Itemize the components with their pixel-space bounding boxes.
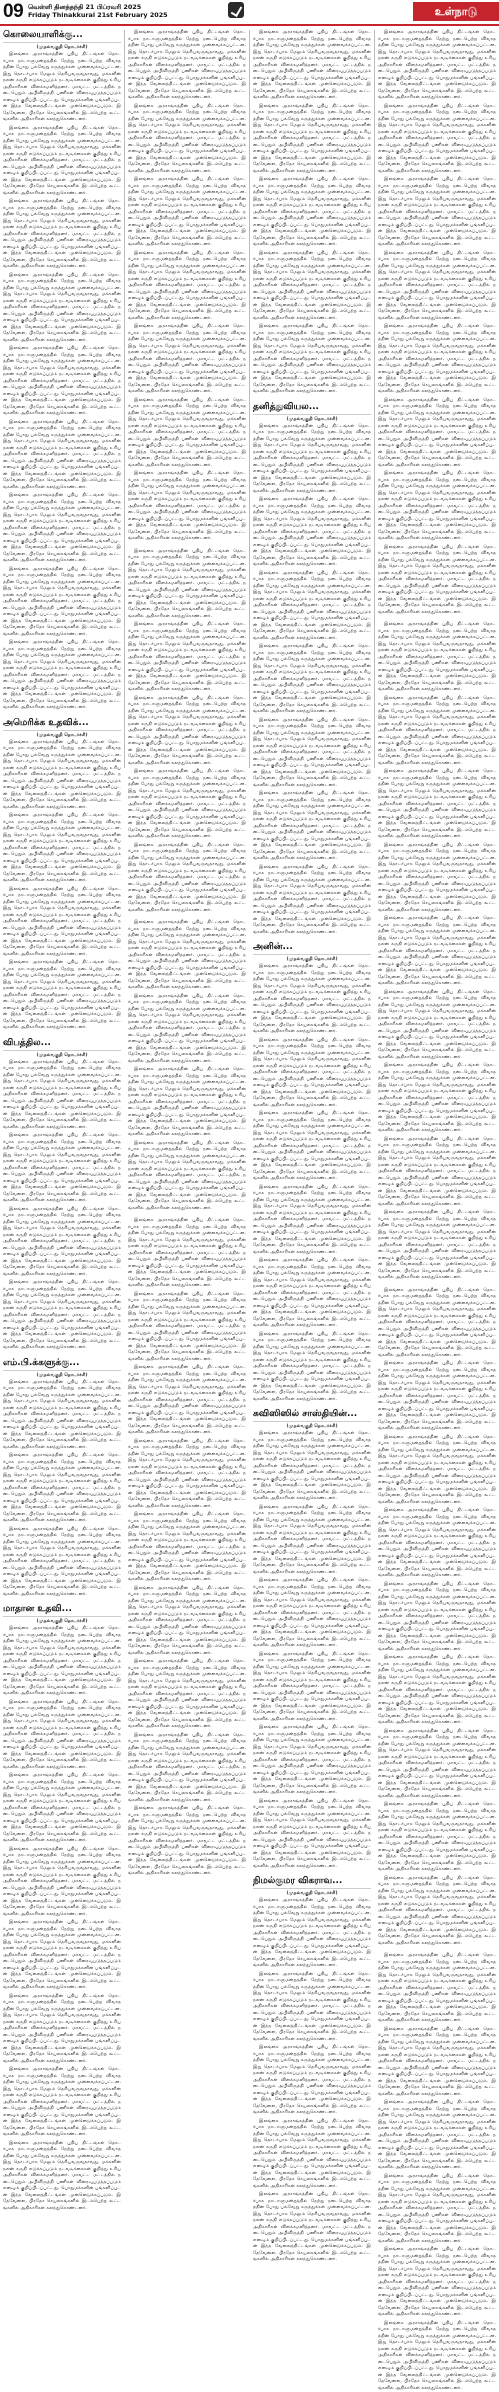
paper-name: வெள்ளி தினத்தந்தி 21 பிப்ரவரி 2025 bbox=[28, 3, 168, 11]
article-paragraph: இலங்கை அரசாங்கத்தின் புதிய திட்டங்கள் தொடர்பாக நாடாளுமன்றத்தில் நேற்று நடைபெற்ற விவாதத்தின் போது பல்வேறு கருத்துக்கள் முன்வைக்கப்பட்டன. இது தொடர்பாக மேலும் தெரியவருவதாவது, மக்களின் நலன் கருதி எடுக்கப்படும் நடவடிக்கைகள் குறித்து உரிய அதிகாரிகள் விளக்கமளித்தனர். மாவட்ட மட்டத்தில் நடைபெறும் அபிவிருத்தி பணிகள் விரைவுபடுத்தப்படும் எனவும் குறிப்பிடப்பட்டது. பொதுமக்களின் பங்களிப்புடன் இந்த வேலைத்திட்டங்கள் முன்னெடுக்கப்படும். இதேவேளை, பிரதேச செயலகங்களில் இடம்பெற்ற கூட்டங்களில் அதிகாரிகள் கலந்துகொண்டனர். bbox=[128, 843, 246, 915]
article-paragraph: இலங்கை அரசாங்கத்தின் புதிய திட்டங்கள் தொடர்பாக நாடாளுமன்றத்தில் நேற்று நடைபெற்ற விவாதத்தின் போது பல்வேறு கருத்துக்கள் முன்வைக்கப்பட்டன. இது தொடர்பாக மேலும் தெரியவருவதாவது, மக்களின் நலன் கருதி எடுக்கப்படும் நடவடிக்கைகள் குறித்து உரிய அதிகாரிகள் விளக்கமளித்தனர். மாவட்ட மட்டத்தில் நடைபெறும் அபிவிருத்தி பணிகள் விரைவுபடுத்தப்படும் எனவும் குறிப்பிடப்பட்டது. பொதுமக்களின் பங்களிப்புடன் இந்த வேலைத்திட்டங்கள் முன்னெடுக்கப்படும். இதேவேளை, பிரதேச செயலகங்களில் இடம்பெற்ற கூட்டங்களில் அதிகாரிகள் கலந்துகொண்டனர். bbox=[128, 1512, 246, 1584]
article-paragraph: இலங்கை அரசாங்கத்தின் புதிய திட்டங்கள் தொடர்பாக நாடாளுமன்றத்தில் நேற்று நடைபெற்ற விவாதத்தின் போது பல்வேறு கருத்துக்கள் முன்வைக்கப்பட்டன. இது தொடர்பாக மேலும் தெரியவருவதாவது, மக்களின் நலன் கருதி எடுக்கப்படும் நடவடிக்கைகள் குறித்து உரிய அதிகாரிகள் விளக்கமளித்தனர். மாவட்ட மட்டத்தில் நடைபெறும் அபிவிருத்தி பணிகள் விரைவுபடுத்தப்படும் எனவும் குறிப்பிடப்பட்டது. பொதுமக்களின் பங்களிப்புடன் இந்த வேலைத்திட்டங்கள் முன்னெடுக்கப்படும். இதேவேளை, பிரதேச செயலகங்களில் இடம்பெற்ற கூட்டங்களில் அதிகாரிகள் கலந்துகொண்டனர். bbox=[253, 497, 371, 569]
article bbox=[253, 1409, 371, 1870]
newspaper-logo-icon bbox=[228, 2, 244, 18]
article-headline: சுவிஸிஸில் சாஸ்தியின்... bbox=[253, 1409, 371, 1422]
article-body bbox=[378, 1288, 496, 1948]
article-paragraph: இலங்கை அரசாங்கத்தின் புதிய திட்டங்கள் தொடர்பாக நாடாளுமன்றத்தில் நேற்று நடைபெற்ற விவாதத்தின் போது பல்வேறு கருத்துக்கள் முன்வைக்கப்பட்டன. இது தொடர்பாக மேலும் தெரியவருவதாவது, மக்களின் நலன் கருதி எடுக்கப்படும் நடவடிக்கைகள் குறித்து உரிய அதிகாரிகள் விளக்கமளித்தனர். மாவட்ட மட்டத்தில் நடைபெறும் அபிவிருத்தி பணிகள் விரைவுபடுத்தப்படும் எனவும் குறிப்பிடப்பட்டது. பொதுமக்களின் பங்களிப்புடன் இந்த வேலைத்திட்டங்கள் முன்னெடுக்கப்படும். இதேவேளை, பிரதேச செயலகங்களில் இடம்பெற்ற கூட்டங்களில் அதிகாரிகள் கலந்துகொண்டனர். bbox=[378, 1361, 496, 1433]
article-byline: (முதல்வகுதி தொடர்ச்சி) bbox=[253, 1423, 371, 1429]
article-paragraph: இலங்கை அரசாங்கத்தின் புதிய திட்டங்கள் தொடர்பாக நாடாளுமன்றத்தில் நேற்று நடைபெற்ற விவாதத்தின் போது பல்வேறு கருத்துக்கள் முன்வைக்கப்பட்டன. இது தொடர்பாக மேலும் தெரியவருவதாவது, மக்களின் நலன் கருதி எடுக்கப்படும் நடவடிக்கைகள் குறித்து உரிய அதிகாரிகள் விளக்கமளித்தனர். மாவட்ட மட்டத்தில் நடைபெறும் அபிவிருத்தி பணிகள் விரைவுபடுத்தப்படும் எனவும் குறிப்பிடப்பட்டது. பொதுமக்களின் பங்களிப்புடன் இந்த வேலைத்திட்டங்கள் முன்னெடுக்கப்படும். இதேவேளை, பிரதேச செயலகங்களில் இடம்பெற்ற கூட்டங்களில் அதிகாரிகள் கலந்துகொண்டனர். bbox=[378, 696, 496, 768]
column-4 bbox=[378, 30, 496, 768]
article-paragraph: இலங்கை அரசாங்கத்தின் புதிய திட்டங்கள் தொடர்பாக நாடாளுமன்றத்தில் நேற்று நடைபெற்ற விவாதத்தின் போது பல்வேறு கருத்துக்கள் முன்வைக்கப்பட்டன. இது தொடர்பாக மேலும் தெரியவருவதாவது, மக்களின் நலன் கருதி எடுக்கப்படும் நடவடிக்கைகள் குறித்து உரிய அதிகாரிகள் விளக்கமளித்தனர். மாவட்ட மட்டத்தில் நடைபெறும் அபிவிருத்தி பணிகள் விரைவுபடுத்தப்படும் எனவும் குறிப்பிடப்பட்டது. பொதுமக்களின் பங்களிப்புடன் இந்த வேலைத்திட்டங்கள் முன்னெடுக்கப்படும். இதேவேளை, பிரதேச செயலகங்களில் இடம்பெற்ற கூட்டங்களில் அதிகாரிகள் கலந்துகொண்டனர். bbox=[128, 549, 246, 621]
article-paragraph: இலங்கை அரசாங்கத்தின் புதிய திட்டங்கள் தொடர்பாக நாடாளுமன்றத்தில் நேற்று நடைபெற்ற விவாதத்தின் போது பல்வேறு கருத்துக்கள் முன்வைக்கப்பட்டன. இது தொடர்பாக மேலும் தெரியவருவதாவது, மக்களின் நலன் கருதி எடுக்கப்படும் நடவடிக்கைகள் குறித்து உரிய அதிகாரிகள் விளக்கமளித்தனர். மாவட்ட மட்டத்தில் நடைபெறும் அபிவிருத்தி பணிகள் விரைவுபடுத்தப்படும் எனவும் குறிப்பிடப்பட்டது. பொதுமக்களின் பங்களிப்புடன் இந்த வேலைத்திட்டங்கள் முன்னெடுக்கப்படும். இதேவேளை, பிரதேச செயலகங்களில் இடம்பெற்ற கூட்டங்களில் அதிகாரிகள் கலந்துகொண்டனர். bbox=[253, 1332, 371, 1404]
page-number: 09 bbox=[3, 1, 23, 23]
article-body bbox=[128, 549, 246, 915]
article bbox=[253, 1876, 371, 2264]
article-paragraph: இலங்கை அரசாங்கத்தின் புதிய திட்டங்கள் தொடர்பாக நாடாளுமன்றத்தில் நேற்று நடைபெற்ற விவாதத்தின் போது பல்வேறு கருத்துக்கள் முன்வைக்கப்பட்டன. இது தொடர்பாக மேலும் தெரியவருவதாவது, மக்களின் நலன் கருதி எடுக்கப்படும் நடவடிக்கைகள் குறித்து உரிய அதிகாரிகள் விளக்கமளித்தனர். மாவட்ட மட்டத்தில் நடைபெறும் அபிவிருத்தி பணிகள் விரைவுபடுத்தப்படும் எனவும் குறிப்பிடப்பட்டது. பொதுமக்களின் பங்களிப்புடன் இந்த வேலைத்திட்டங்கள் முன்னெடுக்கப்படும். இதேவேளை, பிரதேச செயலகங்களில் இடம்பெற்ற கூட்டங்களில் அதிகாரிகள் கலந்துகொண்டனர். bbox=[128, 1586, 246, 1658]
article-paragraph: இலங்கை அரசாங்கத்தின் புதிய திட்டங்கள் தொடர்பாக நாடாளுமன்றத்தில் நேற்று நடைபெற்ற விவாதத்தின் போது பல்வேறு கருத்துக்கள் முன்வைக்கப்பட்டன. இது தொடர்பாக மேலும் தெரியவருவதாவது, மக்களின் நலன் கருதி எடுக்கப்படும் நடவடிக்கைகள் குறித்து உரிய அதிகாரிகள் விளக்கமளித்தனர். மாவட்ட மட்டத்தில் நடைபெறும் அபிவிருத்தி பணிகள் விரைவுபடுத்தப்படும் எனவும் குறிப்பிடப்பட்டது. பொதுமக்களின் பங்களிப்புடன் இந்த வேலைத்திட்டங்கள் முன்னெடுக்கப்படும். இதேவேளை, பிரதேச செயலகங்களில் இடம்பெற்ற கூட்டங்களில் அதிகாரிகள் கலந்துகொண்டனர். bbox=[128, 622, 246, 694]
article-paragraph: இலங்கை அரசாங்கத்தின் புதிய திட்டங்கள் தொடர்பாக நாடாளுமன்றத்தில் நேற்று நடைபெற்ற விவாதத்தின் போது பல்வேறு கருத்துக்கள் முன்வைக்கப்பட்டன. இது தொடர்பாக மேலும் தெரியவருவதாவது, மக்களின் நலன் கருதி எடுக்கப்படும் நடவடிக்கைகள் குறித்து உரிய அதிகாரிகள் விளக்கமளித்தனர். மாவட்ட மட்டத்தில் நடைபெறும் அபிவிருத்தி பணிகள் விரைவுபடுத்தப்படும் எனவும் குறிப்பிடப்பட்டது. பொதுமக்களின் பங்களிப்புடன் இந்த வேலைத்திட்டங்கள் முன்னெடுக்கப்படும். இதேவேளை, பிரதேச செயலகங்களில் இடம்பெற்ற கூட்டங்களில் அதிகாரிகள் கலந்துகொண்டனர். bbox=[378, 1137, 496, 1209]
article bbox=[3, 718, 121, 1032]
article-headline: விபத்தில... bbox=[3, 1038, 121, 1051]
article-paragraph: இலங்கை அரசாங்கத்தின் புதிய திட்டங்கள் தொடர்பாக நாடாளுமன்றத்தில் நேற்று நடைபெற்ற விவாதத்தின் போது பல்வேறு கருத்துக்கள் முன்வைக்கப்பட்டன. இது தொடர்பாக மேலும் தெரியவருவதாவது, மக்களின் நலன் கருதி எடுக்கப்படும் நடவடிக்கைகள் குறித்து உரிய அதிகாரிகள் விளக்கமளித்தனர். மாவட்ட மட்டத்தில் நடைபெறும் அபிவிருத்தி பணிகள் விரைவுபடுத்தப்படும் எனவும் குறிப்பிடப்பட்டது. பொதுமக்களின் பங்களிப்புடன் இந்த வேலைத்திட்டங்கள் முன்னெடுக்கப்படும். இதேவேளை, பிரதேச செயலகங்களில் இடம்பெற்ற கூட்டங்களில் அதிகாரிகள் கலந்துகொண்டனர். bbox=[128, 471, 246, 543]
article-body bbox=[253, 964, 371, 1403]
article-paragraph: இலங்கை அரசாங்கத்தின் புதிய திட்டங்கள் தொடர்பாக நாடாளுமன்றத்தில் நேற்று நடைபெற்ற விவாதத்தின் போது பல்வேறு கருத்துக்கள் முன்வைக்கப்பட்டன. இது தொடர்பாக மேலும் தெரியவருவதாவது, மக்களின் நலன் கருதி எடுக்கப்படும் நடவடிக்கைகள் குறித்து உரிய அதிகாரிகள் விளக்கமளித்தனர். மாவட்ட மட்டத்தில் நடைபெறும் அபிவிருத்தி பணிகள் விரைவுபடுத்தப்படும் எனவும் குறிப்பிடப்பட்டது. பொதுமக்களின் பங்களிப்புடன் இந்த வேலைத்திட்டங்கள் முன்னெடுக்கப்படும். இதேவேளை, பிரதேச செயலகங்களில் இடம்பெற்ற கூட்டங்களில் அதிகாரிகள் கலந்துகொண்டனர். bbox=[378, 251, 496, 323]
article-paragraph: இலங்கை அரசாங்கத்தின் புதிய திட்டங்கள் தொடர்பாக நாடாளுமன்றத்தில் நேற்று நடைபெற்ற விவாதத்தின் போது பல்வேறு கருத்துக்கள் முன்வைக்கப்பட்டன. இது தொடர்பாக மேலும் தெரியவருவதாவது, மக்களின் நலன் கருதி எடுக்கப்படும் நடவடிக்கைகள் குறித்து உரிய அதிகாரிகள் விளக்கமளித்தனர். மாவட்ட மட்டத்தில் நடைபெறும் அபிவிருத்தி பணிகள் விரைவுபடுத்தப்படும் எனவும் குறிப்பிடப்பட்டது. பொதுமக்களின் பங்களிப்புடன் இந்த வேலைத்திட்டங்கள் முன்னெடுக்கப்படும். இதேவேளை, பிரதேச செயலகங்களில் இடம்பெற்ற கூட்டங்களில் அதிகாரிகள் கலந்துகொண்டனர். bbox=[3, 346, 121, 418]
article-paragraph: இலங்கை அரசாங்கத்தின் புதிய திட்டங்கள் தொடர்பாக நாடாளுமன்றத்தில் நேற்று நடைபெற்ற விவாதத்தின் போது பல்வேறு கருத்துக்கள் முன்வைக்கப்பட்டன. இது தொடர்பாக மேலும் தெரியவருவதாவது, மக்களின் நலன் கருதி எடுக்கப்படும் நடவடிக்கைகள் குறித்து உரிய அதிகாரிகள் விளக்கமளித்தனர். மாவட்ட மட்டத்தில் நடைபெறும் அபிவிருத்தி பணிகள் விரைவுபடுத்தப்படும் எனவும் குறிப்பிடப்பட்டது. பொதுமக்களின் பங்களிப்புடன் இந்த வேலைத்திட்டங்கள் முன்னெடுக்கப்படும். இதேவேளை, பிரதேச செயலகங்களில் இடம்பெற்ற கூட்டங்களில் அதிகாரிகள் கலந்துகொண்டனர். bbox=[3, 1920, 121, 1992]
article-body bbox=[253, 424, 371, 937]
article-byline: (முதல்வகுதி தொடர்ச்சி) bbox=[253, 956, 371, 962]
page-header bbox=[0, 0, 499, 26]
article-paragraph: இலங்கை அரசாங்கத்தின் புதிய திட்டங்கள் தொடர்பாக நாடாளுமன்றத்தில் நேற்று நடைபெற்ற விவாதத்தின் போது பல்வேறு கருத்துக்கள் முன்வைக்கப்பட்டன. இது தொடர்பாக மேலும் தெரியவருவதாவது, மக்களின் நலன் கருதி எடுக்கப்படும் நடவடிக்கைகள் குறித்து உரிய அதிகாரிகள் விளக்கமளித்தனர். மாவட்ட மட்டத்தில் நடைபெறும் அபிவிருத்தி பணிகள் விரைவுபடுத்தப்படும் எனவும் குறிப்பிடப்பட்டது. பொதுமக்களின் பங்களிப்புடன் இந்த வேலைத்திட்டங்கள் முன்னெடுக்கப்படும். இதேவேளை, பிரதேச செயலகங்களில் இடம்பெற்ற கூட்டங்களில் அதிகாரிகள் கலந்துகொண்டனர். bbox=[253, 1578, 371, 1650]
article-paragraph: இலங்கை அரசாங்கத்தின் புதிய திட்டங்கள் தொடர்பாக நாடாளுமன்றத்தில் நேற்று நடைபெற்ற விவாதத்தின் போது பல்வேறு கருத்துக்கள் முன்வைக்கப்பட்டன. இது தொடர்பாக மேலும் தெரியவருவதாவது, மக்களின் நலன் கருதி எடுக்கப்படும் நடவடிக்கைகள் குறித்து உரிய அதிகாரிகள் விளக்கமளித்தனர். மாவட்ட மட்டத்தில் நடைபெறும் அபிவிருத்தி பணிகள் விரைவுபடுத்தப்படும் எனவும் குறிப்பிடப்பட்டது. பொதுமக்களின் பங்களிப்புடன் இந்த வேலைத்திட்டங்கள் முன்னெடுக்கப்படும். இதேவேளை, பிரதேச செயலகங்களில் இடம்பெற்ற கூட்டங்களில் அதிகாரிகள் கலந்துகொண்டனர். bbox=[3, 1380, 121, 1452]
article-paragraph: இலங்கை அரசாங்கத்தின் புதிய திட்டங்கள் தொடர்பாக நாடாளுமன்றத்தில் நேற்று நடைபெற்ற விவாதத்தின் போது பல்வேறு கருத்துக்கள் முன்வைக்கப்பட்டன. இது தொடர்பாக மேலும் தெரியவருவதாவது, மக்களின் நலன் கருதி எடுக்கப்படும் நடவடிக்கைகள் குறித்து உரிய அதிகாரிகள் விளக்கமளித்தனர். மாவட்ட மட்டத்தில் நடைபெறும் அபிவிருத்தி பணிகள் விரைவுபடுத்தப்படும் எனவும் குறிப்பிடப்பட்டது. பொதுமக்களின் பங்களிப்புடன் இந்த வேலைத்திட்டங்கள் முன்னெடுக்கப்படும். இதேவேளை, பிரதேச செயலகங்களில் இடம்பெற்ற கூட்டங்களில் அதிகாரிகள் கலந்துகொண்டனர். bbox=[253, 1038, 371, 1110]
article-paragraph: இலங்கை அரசாங்கத்தின் புதிய திட்டங்கள் தொடர்பாக நாடாளுமன்றத்தில் நேற்று நடைபெற்ற விவாதத்தின் போது பல்வேறு கருத்துக்கள் முன்வைக்கப்பட்டன. இது தொடர்பாக மேலும் தெரியவருவதாவது, மக்களின் நலன் கருதி எடுக்கப்படும் நடவடிக்கைகள் குறித்து உரிய அதிகாரிகள் விளக்கமளித்தனர். மாவட்ட மட்டத்தில் நடைபெறும் அபிவிருத்தி பணிகள் விரைவுபடுத்தப்படும் எனவும் குறிப்பிடப்பட்டது. பொதுமக்களின் பங்களிப்புடன் இந்த வேலைத்திட்டங்கள் முன்னெடுக்கப்படும். இதேவேளை, பிரதேச செயலகங்களில் இடம்பெற்ற கூட்டங்களில் அதிகாரிகள் கலந்துகொண்டனர். bbox=[128, 104, 246, 176]
article bbox=[128, 30, 246, 543]
article-paragraph: இலங்கை அரசாங்கத்தின் புதிய திட்டங்கள் தொடர்பாக நாடாளுமன்றத்தில் நேற்று நடைபெற்ற விவாதத்தின் போது பல்வேறு கருத்துக்கள் முன்வைக்கப்பட்டன. இது தொடர்பாக மேலும் தெரியவருவதாவது, மக்களின் நலன் கருதி எடுக்கப்படும் நடவடிக்கைகள் குறித்து உரிய அதிகாரிகள் விளக்கமளித்தனர். மாவட்ட மட்டத்தில் நடைபெறும் அபிவிருத்தி பணிகள் விரைவுபடுத்தப்படும் எனவும் குறிப்பிடப்பட்டது. பொதுமக்களின் பங்களிப்புடன் இந்த வேலைத்திட்டங்கள் முன்னெடுக்கப்படும். இதேவேளை, பிரதேச செயலகங்களில் இடம்பெற்ற கூட்டங்களில் அதிகாரிகள் கலந்துகொண்டனர். bbox=[253, 644, 371, 716]
article-paragraph: இலங்கை அரசாங்கத்தின் புதிய திட்டங்கள் தொடர்பாக நாடாளுமன்றத்தில் நேற்று நடைபெற்ற விவாதத்தின் போது பல்வேறு கருத்துக்கள் முன்வைக்கப்பட்டன. இது தொடர்பாக மேலும் தெரியவருவதாவது, மக்களின் நலன் கருதி எடுக்கப்படும் நடவடிக்கைகள் குறித்து உரிய அதிகாரிகள் விளக்கமளித்தனர். மாவட்ட மட்டத்தில் நடைபெறும் அபிவிருத்தி பணிகள் விரைவுபடுத்தப்படும் எனவும் குறிப்பிடப்பட்டது. பொதுமக்களின் பங்களிப்புடன் இந்த வேலைத்திட்டங்கள் முன்னெடுக்கப்படும். இதேவேளை, பிரதேச செயலகங்களில் இடம்பெற்ற கூட்டங்களில் அதிகாரிகள் கலந்துகொண்டனர். bbox=[128, 1292, 246, 1364]
article-paragraph: இலங்கை அரசாங்கத்தின் புதிய திட்டங்கள் தொடர்பாக நாடாளுமன்றத்தில் நேற்று நடைபெற்ற விவாதத்தின் போது பல்வேறு கருத்துக்கள் முன்வைக்கப்பட்டன. இது தொடர்பாக மேலும் தெரியவருவதாவது, மக்களின் நலன் கருதி எடுக்கப்படும் நடவடிக்கைகள் குறித்து உரிய அதிகாரிகள் விளக்கமளித்தனர். மாவட்ட மட்டத்தில் நடைபெறும் அபிவிருத்தி பணிகள் விரைவுபடுத்தப்படும் எனவும் குறிப்பிடப்பட்டது. பொதுமக்களின் பங்களிப்புடன் இந்த வேலைத்திட்டங்கள் முன்னெடுக்கப்படும். இதேவேளை, பிரதேச செயலகங்களில் இடம்பெற்ற கூட்டங்களில் அதிகாரிகள் கலந்துகொண்டனர். bbox=[3, 740, 121, 812]
article-paragraph: இலங்கை அரசாங்கத்தின் புதிய திட்டங்கள் தொடர்பாக நாடாளுமன்றத்தில் நேற்று நடைபெற்ற விவாதத்தின் போது பல்வேறு கருத்துக்கள் முன்வைக்கப்பட்டன. இது தொடர்பாக மேலும் தெரியவருவதாவது, மக்களின் நலன் கருதி எடுக்கப்படும் நடவடிக்கைகள் குறித்து உரிய அதிகாரிகள் விளக்கமளித்தனர். மாவட்ட மட்டத்தில் நடைபெறும் அபிவிருத்தி பணிகள் விரைவுபடுத்தப்படும் எனவும் குறிப்பிடப்பட்டது. பொதுமக்களின் பங்களிப்புடன் இந்த வேலைத்திட்டங்கள் முன்னெடுக்கப்படும். இதேவேளை, பிரதேச செயலகங்களில் இடம்பெற்ற கூட்டங்களில் அதிகாரிகள் கலந்துகொண்டனர். bbox=[378, 1953, 496, 2025]
article-paragraph: இலங்கை அரசாங்கத்தின் புதிய திட்டங்கள் தொடர்பாக நாடாளுமன்றத்தில் நேற்று நடைபெற்ற விவாதத்தின் போது பல்வேறு கருத்துக்கள் முன்வைக்கப்பட்டன. இது தொடர்பாக மேலும் தெரியவருவதாவது, மக்களின் நலன் கருதி எடுக்கப்படும் நடவடிக்கைகள் குறித்து உரிய அதிகாரிகள் விளக்கமளித்தனர். மாவட்ட மட்டத்தில் நடைபெறும் அபிவிருத்தி பணிகள் விரைவுபடுத்தப்படும் எனவும் குறிப்பிடப்பட்டது. பொதுமக்களின் பங்களிப்புடன் இந்த வேலைத்திட்டங்கள் முன்னெடுக்கப்படும். இதேவேளை, பிரதேச செயலகங்களில் இடம்பெற்ற கூட்டங்களில் அதிகாரிகள் கலந்துகொண்டனர். bbox=[3, 1133, 121, 1205]
article-paragraph: இலங்கை அரசாங்கத்தின் புதிய திட்டங்கள் தொடர்பாக நாடாளுமன்றத்தில் நேற்று நடைபெற்ற விவாதத்தின் போது பல்வேறு கருத்துக்கள் முன்வைக்கப்பட்டன. இது தொடர்பாக மேலும் தெரியவருவதாவது, மக்களின் நலன் கருதி எடுக்கப்படும் நடவடிக்கைகள் குறித்து உரிய அதிகாரிகள் விளக்கமளித்தனர். மாவட்ட மட்டத்தில் நடைபெறும் அபிவிருத்தி பணிகள் விரைவுபடுத்தப்படும் எனவும் குறிப்பிடப்பட்டது. பொதுமக்களின் பங்களிப்புடன் இந்த வேலைத்திட்டங்கள் முன்னெடுக்கப்படும். இதேவேளை, பிரதேச செயலகங்களில் இடம்பெற்ற கூட்டங்களில் அதிகாரிகள் கலந்துகொண்டனர். bbox=[378, 545, 496, 617]
article-paragraph: இலங்கை அரசாங்கத்தின் புதிய திட்டங்கள் தொடர்பாக நாடாளுமன்றத்தில் நேற்று நடைபெற்ற விவாதத்தின் போது பல்வேறு கருத்துக்கள் முன்வைக்கப்பட்டன. இது தொடர்பாக மேலும் தெரியவருவதாவது, மக்களின் நலன் கருதி எடுக்கப்படும் நடவடிக்கைகள் குறித்து உரிய அதிகாரிகள் விளக்கமளித்தனர். மாவட்ட மட்டத்தில் நடைபெறும் அபிவிருத்தி பணிகள் விரைவுபடுத்தப்படும் எனவும் குறிப்பிடப்பட்டது. பொதுமக்களின் பங்களிப்புடன் இந்த வேலைத்திட்டங்கள் முன்னெடுக்கப்படும். இதேவேளை, பிரதேச செயலகங்களில் இடம்பெற்ற கூட்டங்களில் அதிகாரிகள் கலந்துகொண்டனர். bbox=[128, 324, 246, 396]
article-body bbox=[378, 622, 496, 1282]
article-paragraph: இலங்கை அரசாங்கத்தின் புதிய திட்டங்கள் தொடர்பாக நாடாளுமன்றத்தில் நேற்று நடைபெற்ற விவாதத்தின் போது பல்வேறு கருத்துக்கள் முன்வைக்கப்பட்டன. இது தொடர்பாக மேலும் தெரியவருவதாவது, மக்களின் நலன் கருதி எடுக்கப்படும் நடவடிக்கைகள் குறித்து உரிய அதிகாரிகள் விளக்கமளித்தனர். மாவட்ட மட்டத்தில் நடைபெறும் அபிவிருத்தி பணிகள் விரைவுபடுத்தப்படும் எனவும் குறிப்பிடப்பட்டது. பொதுமக்களின் பங்களிப்புடன் இந்த வேலைத்திட்டங்கள் முன்னெடுக்கப்படும். இதேவேளை, பிரதேச செயலகங்களில் இடம்பெற்ற கூட்டங்களில் அதிகாரிகள் கலந்துகொண்டனர். bbox=[128, 1439, 246, 1511]
article-paragraph: இலங்கை அரசாங்கத்தின் புதிய திட்டங்கள் தொடர்பாக நாடாளுமன்றத்தில் நேற்று நடைபெற்ற விவாதத்தின் போது பல்வேறு கருத்துக்கள் முன்வைக்கப்பட்டன. இது தொடர்பாக மேலும் தெரியவருவதாவது, மக்களின் நலன் கருதி எடுக்கப்படும் நடவடிக்கைகள் குறித்து உரிய அதிகாரிகள் விளக்கமளித்தனர். மாவட்ட மட்டத்தில் நடைபெறும் அபிவிருத்தி பணிகள் விரைவுபடுத்தப்படும் எனவும் குறிப்பிடப்பட்டது. பொதுமக்களின் பங்களிப்புடன் இந்த வேலைத்திட்டங்கள் முன்னெடுக்கப்படும். இதேவேளை, பிரதேச செயலகங்களில் இடம்பெற்ற கூட்டங்களில் அதிகாரிகள் கலந்துகொண்டனர். bbox=[378, 1508, 496, 1580]
article bbox=[253, 30, 371, 396]
article-paragraph: இலங்கை அரசாங்கத்தின் புதிய திட்டங்கள் தொடர்பாக நாடாளுமன்றத்தில் நேற்று நடைபெற்ற விவாதத்தின் போது பல்வேறு கருத்துக்கள் முன்வைக்கப்பட்டன. இது தொடர்பாக மேலும் தெரியவருவதாவது, மக்களின் நலன் கருதி எடுக்கப்படும் நடவடிக்கைகள் குறித்து உரிய அதிகாரிகள் விளக்கமளித்தனர். மாவட்ட மட்டத்தில் நடைபெறும் அபிவிருத்தி பணிகள் விரைவுபடுத்தப்படும் எனவும் குறிப்பிடப்பட்டது. பொதுமக்களின் பங்களிப்புடன் இந்த வேலைத்திட்டங்கள் முன்னெடுக்கப்படும். இதேவேளை, பிரதேச செயலகங்களில் இடம்பெற்ற கூட்டங்களில் அதிகாரிகள் கலந்துகொண்டனர். bbox=[3, 887, 121, 959]
column-rule bbox=[374, 30, 375, 768]
article-paragraph: இலங்கை அரசாங்கத்தின் புதிய திட்டங்கள் தொடர்பாக நாடாளுமன்றத்தில் நேற்று நடைபெற்ற விவாதத்தின் போது பல்வேறு கருத்துக்கள் முன்வைக்கப்பட்டன. இது தொடர்பாக மேலும் தெரியவருவதாவது, மக்களின் நலன் கருதி எடுக்கப்படும் நடவடிக்கைகள் குறித்து உரிய அதிகாரிகள் விளக்கமளித்தனர். மாவட்ட மட்டத்தில் நடைபெறும் அபிவிருத்தி பணிகள் விரைவுபடுத்தப்படும் எனவும் குறிப்பிடப்பட்டது. பொதுமக்களின் பங்களிப்புடன் இந்த வேலைத்திட்டங்கள் முன்னெடுக்கப்படும். இதேவேளை, பிரதேச செயலகங்களில் இடம்பெற்ற கூட்டங்களில் அதிகாரிகள் கலந்துகொண்டனர். bbox=[378, 843, 496, 915]
article-paragraph: இலங்கை அரசாங்கத்தின் புதிய திட்டங்கள் தொடர்பாக நாடாளுமன்றத்தில் நேற்று நடைபெற்ற விவாதத்தின் போது பல்வேறு கருத்துக்கள் முன்வைக்கப்பட்டன. இது தொடர்பாக மேலும் தெரியவருவதாவது, மக்களின் நலன் கருதி எடுக்கப்படும் நடவடிக்கைகள் குறித்து உரிய அதிகாரிகள் விளக்கமளித்தனர். மாவட்ட மட்டத்தில் நடைபெறும் அபிவிருத்தி பணிகள் விரைவுபடுத்தப்படும் எனவும் குறிப்பிடப்பட்டது. பொதுமக்களின் பங்களிப்புடன் இந்த வேலைத்திட்டங்கள் முன்னெடுக்கப்படும். இதேவேளை, பிரதேச செயலகங்களில் இடம்பெற்ற கூட்டங்களில் அதிகாரிகள் கலந்துகொண்டனர். bbox=[253, 1185, 371, 1257]
article-paragraph: இலங்கை அரசாங்கத்தின் புதிய திட்டங்கள் தொடர்பாக நாடாளுமன்றத்தில் நேற்று நடைபெற்ற விவாதத்தின் போது பல்வேறு கருத்துக்கள் முன்வைக்கப்பட்டன. இது தொடர்பாக மேலும் தெரியவருவதாவது, மக்களின் நலன் கருதி எடுக்கப்படும் நடவடிக்கைகள் குறித்து உரிய அதிகாரிகள் விளக்கமளித்தனர். மாவட்ட மட்டத்தில் நடைபெறும் அபிவிருத்தி பணிகள் விரைவுபடுத்தப்படும் எனவும் குறிப்பிடப்பட்டது. பொதுமக்களின் பங்களிப்புடன் இந்த வேலைத்திட்டங்கள் முன்னெடுக்கப்படும். இதேவேளை, பிரதேச செயலகங்களில் இடம்பெற்ற கூட்டங்களில் அதிகாரிகள் கலந்துகொண்டனர். bbox=[128, 1141, 246, 1213]
article-paragraph: இலங்கை அரசாங்கத்தின் புதிய திட்டங்கள் தொடர்பாக நாடாளுமன்றத்தில் நேற்று நடைபெற்ற விவாதத்தின் போது பல்வேறு கருத்துக்கள் முன்வைக்கப்பட்டன. இது தொடர்பாக மேலும் தெரியவருவதாவது, மக்களின் நலன் கருதி எடுக்கப்படும் நடவடிக்கைகள் குறித்து உரிய அதிகாரிகள் விளக்கமளித்தனர். மாவட்ட மட்டத்தில் நடைபெறும் அபிவிருத்தி பணிகள் விரைவுபடுத்தப்படும் எனவும் குறிப்பிடப்பட்டது. பொதுமக்களின் பங்களிப்புடன் இந்த வேலைத்திட்டங்கள் முன்னெடுக்கப்படும். இதேவேளை, பிரதேச செயலகங்களில் இடம்பெற்ற கூட்டங்களில் அதிகாரிகள் கலந்துகொண்டனர். bbox=[378, 1802, 496, 1874]
article-paragraph: இலங்கை அரசாங்கத்தின் புதிய திட்டங்கள் தொடர்பாக நாடாளுமன்றத்தில் நேற்று நடைபெற்ற விவாதத்தின் போது பல்வேறு கருத்துக்கள் முன்வைக்கப்பட்டன. இது தொடர்பாக மேலும் தெரியவருவதாவது, மக்களின் நலன் கருதி எடுக்கப்படும் நடவடிக்கைகள் குறித்து உரிய அதிகாரிகள் விளக்கமளித்தனர். மாவட்ட மட்டத்தில் நடைபெறும் அபிவிருத்தி பணிகள் விரைவுபடுத்தப்படும் எனவும் குறிப்பிடப்பட்டது. பொதுமக்களின் பங்களிப்புடன் இந்த வேலைத்திட்டங்கள் முன்னெடுக்கப்படும். இதேவேளை, பிரதேச செயலகங்களில் இடம்பெற்ற கூட்டங்களில் அதிகாரிகள் கலந்துகொண்டனர். bbox=[128, 696, 246, 768]
article-paragraph: இலங்கை அரசாங்கத்தின் புதிய திட்டங்கள் தொடர்பாக நாடாளுமன்றத்தில் நேற்று நடைபெற்ற விவாதத்தின் போது பல்வேறு கருத்துக்கள் முன்வைக்கப்பட்டன. இது தொடர்பாக மேலும் தெரியவருவதாவது, மக்களின் நலன் கருதி எடுக்கப்படும் நடவடிக்கைகள் குறித்து உரிய அதிகாரிகள் விளக்கமளித்தனர். மாவட்ட மட்டத்தில் நடைபெறும் அபிவிருத்தி பணிகள் விரைவுபடுத்தப்படும் எனவும் குறிப்பிடப்பட்டது. பொதுமக்களின் பங்களிப்புடன் இந்த வேலைத்திட்டங்கள் முன்னெடுக்கப்படும். இதேவேளை, பிரதேச செயலகங்களில் இடம்பெற்ற கூட்டங்களில் அதிகாரிகள் கலந்துகொண்டனர். bbox=[253, 324, 371, 396]
article-headline: அனின்... bbox=[253, 942, 371, 955]
article-paragraph: இலங்கை அரசாங்கத்தின் புதிய திட்டங்கள் தொடர்பாக நாடாளுமன்றத்தில் நேற்று நடைபெற்ற விவாதத்தின் போது பல்வேறு கருத்துக்கள் முன்வைக்கப்பட்டன. இது தொடர்பாக மேலும் தெரியவருவதாவது, மக்களின் நலன் கருதி எடுக்கப்படும் நடவடிக்கைகள் குறித்து உரிய அதிகாரிகள் விளக்கமளித்தனர். மாவட்ட மட்டத்தில் நடைபெறும் அபிவிருத்தி பணிகள் விரைவுபடுத்தப்படும் எனவும் குறிப்பிடப்பட்டது. பொதுமக்களின் பங்களிப்புடன் இந்த வேலைத்திட்டங்கள் முன்னெடுக்கப்படும். இதேவேளை, பிரதேச செயலகங்களில் இடம்பெற்ற கூட்டங்களில் அதிகாரிகள் கலந்துகொண்டனர். bbox=[378, 324, 496, 396]
article-paragraph: இலங்கை அரசாங்கத்தின் புதிய திட்டங்கள் தொடர்பாக நாடாளுமன்றத்தில் நேற்று நடைபெற்ற விவாதத்தின் போது பல்வேறு கருத்துக்கள் முன்வைக்கப்பட்டன. இது தொடர்பாக மேலும் தெரியவருவதாவது, மக்களின் நலன் கருதி எடுக்கப்படும் நடவடிக்கைகள் குறித்து உரிய அதிகாரிகள் விளக்கமளித்தனர். மாவட்ட மட்டத்தில் நடைபெறும் அபிவிருத்தி பணிகள் விரைவுபடுத்தப்படும் எனவும் குறிப்பிடப்பட்டது. பொதுமக்களின் பங்களிப்புடன் இந்த வேலைத்திட்டங்கள் முன்னெடுக்கப்படும். இதேவேளை, பிரதேச செயலகங்களில் இடம்பெற்ற கூட்டங்களில் அதிகாரிகள் கலந்துகொண்டனர். bbox=[3, 960, 121, 1032]
article-headline: நிமல்குமர விகராவ... bbox=[253, 1876, 371, 1889]
article-paragraph: இலங்கை அரசாங்கத்தின் புதிய திட்டங்கள் தொடர்பாக நாடாளுமன்றத்தில் நேற்று நடைபெற்ற விவாதத்தின் போது பல்வேறு கருத்துக்கள் முன்வைக்கப்பட்டன. இது தொடர்பாக மேலும் தெரியவருவதாவது, மக்களின் நலன் கருதி எடுக்கப்படும் நடவடிக்கைகள் குறித்து உரிய அதிகாரிகள் விளக்கமளித்தனர். மாவட்ட மட்டத்தில் நடைபெறும் அபிவிருத்தி பணிகள் விரைவுபடுத்தப்படும் எனவும் குறிப்பிடப்பட்டது. பொதுமக்களின் பங்களிப்புடன் இந்த வேலைத்திட்டங்கள் முன்னெடுக்கப்படும். இதேவேளை, பிரதேச செயலகங்களில் இடம்பெற்ற கூட்டங்களில் அதிகாரிகள் கலந்துகொண்டனர். bbox=[253, 104, 371, 176]
article-paragraph: இலங்கை அரசாங்கத்தின் புதிய திட்டங்கள் தொடர்பாக நாடாளுமன்றத்தில் நேற்று நடைபெற்ற விவாதத்தின் போது பல்வேறு கருத்துக்கள் முன்வைக்கப்பட்டன. இது தொடர்பாக மேலும் தெரியவருவதாவது, மக்களின் நலன் கருதி எடுக்கப்படும் நடவடிக்கைகள் குறித்து உரிய அதிகாரிகள் விளக்கமளித்தனர். மாவட்ட மட்டத்தில் நடைபெறும் அபிவிருத்தி பணிகள் விரைவுபடுத்தப்படும் எனவும் குறிப்பிடப்பட்டது. பொதுமக்களின் பங்களிப்புடன் இந்த வேலைத்திட்டங்கள் முன்னெடுக்கப்படும். இதேவேளை, பிரதேச செயலகங்களில் இடம்பெற்ற கூட்டங்களில் அதிகாரிகள் கலந்துகொண்டனர். bbox=[3, 1060, 121, 1132]
article-paragraph: இலங்கை அரசாங்கத்தின் புதிய திட்டங்கள் தொடர்பாக நாடாளுமன்றத்தில் நேற்று நடைபெற்ற விவாதத்தின் போது பல்வேறு கருத்துக்கள் முன்வைக்கப்பட்டன. இது தொடர்பாக மேலும் தெரியவருவதாவது, மக்களின் நலன் கருதி எடுக்கப்படும் நடவடிக்கைகள் குறித்து உரிய அதிகாரிகள் விளக்கமளித்தனர். மாவட்ட மட்டத்தில் நடைபெறும் அபிவிருத்தி பணிகள் விரைவுபடுத்தப்படும் எனவும் குறிப்பிடப்பட்டது. பொதுமக்களின் பங்களிப்புடன் இந்த வேலைத்திட்டங்கள் முன்னெடுக்கப்படும். இதேவேளை, பிரதேச செயலகங்களில் இடம்பெற்ற கூட்டங்களில் அதிகாரிகள் கலந்துகொண்டனர். bbox=[253, 1898, 371, 1970]
article-byline: (முதல்வகுதி தொடர்ச்சி) bbox=[253, 1890, 371, 1896]
column-1 bbox=[3, 30, 121, 768]
article-paragraph: இலங்கை அரசாங்கத்தின் புதிய திட்டங்கள் தொடர்பாக நாடாளுமன்றத்தில் நேற்று நடைபெற்ற விவாதத்தின் போது பல்வேறு கருத்துக்கள் முன்வைக்கப்பட்டன. இது தொடர்பாக மேலும் தெரியவருவதாவது, மக்களின் நலன் கருதி எடுக்கப்படும் நடவடிக்கைகள் குறித்து உரிய அதிகாரிகள் விளக்கமளித்தனர். மாவட்ட மட்டத்தில் நடைபெறும் அபிவிருத்தி பணிகள் விரைவுபடுத்தப்படும் எனவும் குறிப்பிடப்பட்டது. பொதுமக்களின் பங்களிப்புடன் இந்த வேலைத்திட்டங்கள் முன்னெடுக்கப்படும். இதேவேளை, பிரதேச செயலகங்களில் இடம்பெற்ற கூட்டங்களில் அதிகாரிகள் கலந்துகொண்டனர். bbox=[253, 718, 371, 790]
paper-date: Friday Thinakkural 21st February 2025 bbox=[28, 11, 168, 19]
article-paragraph: இலங்கை அரசாங்கத்தின் புதிய திட்டங்கள் தொடர்பாக நாடாளுமன்றத்தில் நேற்று நடைபெற்ற விவாதத்தின் போது பல்வேறு கருத்துக்கள் முன்வைக்கப்பட்டன. இது தொடர்பாக மேலும் தெரியவருவதாவது, மக்களின் நலன் கருதி எடுக்கப்படும் நடவடிக்கைகள் குறித்து உரிய அதிகாரிகள் விளக்கமளித்தனர். மாவட்ட மட்டத்தில் நடைபெறும் அபிவிருத்தி பணிகள் விரைவுபடுத்தப்படும் எனவும் குறிப்பிடப்பட்டது. பொதுமக்களின் பங்களிப்புடன் இந்த வேலைத்திட்டங்கள் முன்னெடுக்கப்படும். இதேவேளை, பிரதேச செயலகங்களில் இடம்பெற்ற கூட்டங்களில் அதிகாரிகள் கலந்துகொண்டனர். bbox=[128, 30, 246, 102]
article-paragraph: இலங்கை அரசாங்கத்தின் புதிய திட்டங்கள் தொடர்பாக நாடாளுமன்றத்தில் நேற்று நடைபெற்ற விவாதத்தின் போது பல்வேறு கருத்துக்கள் முன்வைக்கப்பட்டன. இது தொடர்பாக மேலும் தெரியவருவதாவது, மக்களின் நலன் கருதி எடுக்கப்படும் நடவடிக்கைகள் குறித்து உரிய அதிகாரிகள் விளக்கமளித்தனர். மாவட்ட மட்டத்தில் நடைபெறும் அபிவிருத்தி பணிகள் விரைவுபடுத்தப்படும் எனவும் குறிப்பிடப்பட்டது. பொதுமக்களின் பங்களிப்புடன் இந்த வேலைத்திட்டங்கள் முன்னெடுக்கப்படும். இதேவேளை, பிரதேச செயலகங்களில் இடம்பெற்ற கூட்டங்களில் அதிகாரிகள் கலந்துகொண்டனர். bbox=[378, 2027, 496, 2099]
article-paragraph: இலங்கை அரசாங்கத்தின் புதிய திட்டங்கள் தொடர்பாக நாடாளுமன்றத்தில் நேற்று நடைபெற்ற விவாதத்தின் போது பல்வேறு கருத்துக்கள் முன்வைக்கப்பட்டன. இது தொடர்பாக மேலும் தெரியவருவதாவது, மக்களின் நலன் கருதி எடுக்கப்படும் நடவடிக்கைகள் குறித்து உரிய அதிகாரிகள் விளக்கமளித்தனர். மாவட்ட மட்டத்தில் நடைபெறும் அபிவிருத்தி பணிகள் விரைவுபடுத்தப்படும் எனவும் குறிப்பிடப்பட்டது. பொதுமக்களின் பங்களிப்புடன் இந்த வேலைத்திட்டங்கள் முன்னெடுக்கப்படும். இதேவேளை, பிரதேச செயலகங்களில் இடம்பெற்ற கூட்டங்களில் அதிகாரிகள் கலந்துகொண்டனர். bbox=[378, 2321, 496, 2392]
article-paragraph: இலங்கை அரசாங்கத்தின் புதிய திட்டங்கள் தொடர்பாக நாடாளுமன்றத்தில் நேற்று நடைபெற்ற விவாதத்தின் போது பல்வேறு கருத்துக்கள் முன்வைக்கப்பட்டன. இது தொடர்பாக மேலும் தெரியவருவதாவது, மக்களின் நலன் கருதி எடுக்கப்படும் நடவடிக்கைகள் குறித்து உரிய அதிகாரிகள் விளக்கமளித்தனர். மாவட்ட மட்டத்தில் நடைபெறும் அபிவிருத்தி பணிகள் விரைவுபடுத்தப்படும் எனவும் குறிப்பிடப்பட்டது. பொதுமக்களின் பங்களிப்புடன் இந்த வேலைத்திட்டங்கள் முன்னெடுக்கப்படும். இதேவேளை, பிரதேச செயலகங்களில் இடம்பெற்ற கூட்டங்களில் அதிகாரிகள் கலந்துகொண்டனர். bbox=[3, 1847, 121, 1919]
article-body bbox=[3, 1060, 121, 1352]
article-paragraph: இலங்கை அரசாங்கத்தின் புதிய திட்டங்கள் தொடர்பாக நாடாளுமன்றத்தில் நேற்று நடைபெற்ற விவாதத்தின் போது பல்வேறு கருத்துக்கள் முன்வைக்கப்பட்டன. இது தொடர்பாக மேலும் தெரியவருவதாவது, மக்களின் நலன் கருதி எடுக்கப்படும் நடவடிக்கைகள் குறித்து உரிய அதிகாரிகள் விளக்கமளித்தனர். மாவட்ட மட்டத்தில் நடைபெறும் அபிவிருத்தி பணிகள் விரைவுபடுத்தப்படும் எனவும் குறிப்பிடப்பட்டது. பொதுமக்களின் பங்களிப்புடன் இந்த வேலைத்திட்டங்கள் முன்னெடுக்கப்படும். இதேவேளை, பிரதேச செயலகங்களில் இடம்பெற்ற கூட்டங்களில் அதிகாரிகள் கலந்துகொண்டனர். bbox=[378, 1435, 496, 1507]
article-paragraph: இலங்கை அரசாங்கத்தின் புதிய திட்டங்கள் தொடர்பாக நாடாளுமன்றத்தில் நேற்று நடைபெற்ற விவாதத்தின் போது பல்வேறு கருத்துக்கள் முன்வைக்கப்பட்டன. இது தொடர்பாக மேலும் தெரியவருவதாவது, மக்களின் நலன் கருதி எடுக்கப்படும் நடவடிக்கைகள் குறித்து உரிய அதிகாரிகள் விளக்கமளித்தனர். மாவட்ட மட்டத்தில் நடைபெறும் அபிவிருத்தி பணிகள் விரைவுபடுத்தப்படும் எனவும் குறிப்பிடப்பட்டது. பொதுமக்களின் பங்களிப்புடன் இந்த வேலைத்திட்டங்கள் முன்னெடுக்கப்படும். இதேவேளை, பிரதேச செயலகங்களில் இடம்பெற்ற கூட்டங்களில் அதிகாரிகள் கலந்துகொண்டனர். bbox=[253, 571, 371, 643]
article-paragraph: இலங்கை அரசாங்கத்தின் புதிய திட்டங்கள் தொடர்பாக நாடாளுமன்றத்தில் நேற்று நடைபெற்ற விவாதத்தின் போது பல்வேறு கருத்துக்கள் முன்வைக்கப்பட்டன. இது தொடர்பாக மேலும் தெரியவருவதாவது, மக்களின் நலன் கருதி எடுக்கப்படும் நடவடிக்கைகள் குறித்து உரிய அதிகாரிகள் விளக்கமளித்தனர். மாவட்ட மட்டத்தில் நடைபெறும் அபிவிருத்தி பணிகள் விரைவுபடுத்தப்படும் எனவும் குறிப்பிடப்பட்டது. பொதுமக்களின் பங்களிப்புடன் இந்த வேலைத்திட்டங்கள் முன்னெடுக்கப்படும். இதேவேளை, பிரதேச செயலகங்களில் இடம்பெற்ற கூட்டங்களில் அதிகாரிகள் கலந்துகொண்டனர். bbox=[128, 251, 246, 323]
article-paragraph: இலங்கை அரசாங்கத்தின் புதிய திட்டங்கள் தொடர்பாக நாடாளுமன்றத்தில் நேற்று நடைபெற்ற விவாதத்தின் போது பல்வேறு கருத்துக்கள் முன்வைக்கப்பட்டன. இது தொடர்பாக மேலும் தெரியவருவதாவது, மக்களின் நலன் கருதி எடுக்கப்படும் நடவடிக்கைகள் குறித்து உரிய அதிகாரிகள் விளக்கமளித்தனர். மாவட்ட மட்டத்தில் நடைபெறும் அபிவிருத்தி பணிகள் விரைவுபடுத்தப்படும் எனவும் குறிப்பிடப்பட்டது. பொதுமக்களின் பங்களிப்புடன் இந்த வேலைத்திட்டங்கள் முன்னெடுக்கப்படும். இதேவேளை, பிரதேச செயலகங்களில் இடம்பெற்ற கூட்டங்களில் அதிகாரிகள் கலந்துகொண்டனர். bbox=[3, 1700, 121, 1772]
article-body bbox=[378, 30, 496, 616]
article-body bbox=[3, 1380, 121, 1599]
article-paragraph: இலங்கை அரசாங்கத்தின் புதிய திட்டங்கள் தொடர்பாக நாடாளுமன்றத்தில் நேற்று நடைபெற்ற விவாதத்தின் போது பல்வேறு கருத்துக்கள் முன்வைக்கப்பட்டன. இது தொடர்பாக மேலும் தெரியவருவதாவது, மக்களின் நலன் கருதி எடுக்கப்படும் நடவடிக்கைகள் குறித்து உரிய அதிகாரிகள் விளக்கமளித்தனர். மாவட்ட மட்டத்தில் நடைபெறும் அபிவிருத்தி பணிகள் விரைவுபடுத்தப்படும் எனவும் குறிப்பிடப்பட்டது. பொதுமக்களின் பங்களிப்புடன் இந்த வேலைத்திட்டங்கள் முன்னெடுக்கப்படும். இதேவேளை, பிரதேச செயலகங்களில் இடம்பெற்ற கூட்டங்களில் அதிகாரிகள் கலந்துகொண்டனர். bbox=[253, 2192, 371, 2264]
article-paragraph: இலங்கை அரசாங்கத்தின் புதிய திட்டங்கள் தொடர்பாக நாடாளுமன்றத்தில் நேற்று நடைபெற்ற விவாதத்தின் போது பல்வேறு கருத்துக்கள் முன்வைக்கப்பட்டன. இது தொடர்பாக மேலும் தெரியவருவதாவது, மக்களின் நலன் கருதி எடுக்கப்படும் நடவடிக்கைகள் குறித்து உரிய அதிகாரிகள் விளக்கமளித்தனர். மாவட்ட மட்டத்தில் நடைபெறும் அபிவிருத்தி பணிகள் விரைவுபடுத்தப்படும் எனவும் குறிப்பிடப்பட்டது. பொதுமக்களின் பங்களிப்புடன் இந்த வேலைத்திட்டங்கள் முன்னெடுக்கப்படும். இதேவேளை, பிரதேச செயலகங்களில் இடம்பெற்ற கூட்டங்களில் அதிகாரிகள் கலந்துகொண்டனர். bbox=[3, 1280, 121, 1352]
article-paragraph: இலங்கை அரசாங்கத்தின் புதிய திட்டங்கள் தொடர்பாக நாடாளுமன்றத்தில் நேற்று நடைபெற்ற விவாதத்தின் போது பல்வேறு கருத்துக்கள் முன்வைக்கப்பட்டன. இது தொடர்பாக மேலும் தெரியவருவதாவது, மக்களின் நலன் கருதி எடுக்கப்படும் நடவடிக்கைகள் குறித்து உரிய அதிகாரிகள் விளக்கமளித்தனர். மாவட்ட மட்டத்தில் நடைபெறும் அபிவிருத்தி பணிகள் விரைவுபடுத்தப்படும் எனவும் குறிப்பிடப்பட்டது. பொதுமக்களின் பங்களிப்புடன் இந்த வேலைத்திட்டங்கள் முன்னெடுக்கப்படும். இதேவேளை, பிரதேச செயலகங்களில் இடம்பெற்ற கூட்டங்களில் அதிகாரிகள் கலந்துகொண்டனர். bbox=[378, 990, 496, 1062]
article-paragraph: இலங்கை அரசாங்கத்தின் புதிய திட்டங்கள் தொடர்பாக நாடாளுமன்றத்தில் நேற்று நடைபெற்ற விவாதத்தின் போது பல்வேறு கருத்துக்கள் முன்வைக்கப்பட்டன. இது தொடர்பாக மேலும் தெரியவருவதாவது, மக்களின் நலன் கருதி எடுக்கப்படும் நடவடிக்கைகள் குறித்து உரிய அதிகாரிகள் விளக்கமளித்தனர். மாவட்ட மட்டத்தில் நடைபெறும் அபிவிருத்தி பணிகள் விரைவுபடுத்தப்படும் எனவும் குறிப்பிடப்பட்டது. பொதுமக்களின் பங்களிப்புடன் இந்த வேலைத்திட்டங்கள் முன்னெடுக்கப்படும். இதேவேளை, பிரதேச செயலகங்களில் இடம்பெற்ற கூட்டங்களில் அதிகாரிகள் கலந்துகொண்டனர். bbox=[3, 1207, 121, 1279]
article-paragraph: இலங்கை அரசாங்கத்தின் புதிய திட்டங்கள் தொடர்பாக நாடாளுமன்றத்தில் நேற்று நடைபெற்ற விவாதத்தின் போது பல்வேறு கருத்துக்கள் முன்வைக்கப்பட்டன. இது தொடர்பாக மேலும் தெரியவருவதாவது, மக்களின் நலன் கருதி எடுக்கப்படும் நடவடிக்கைகள் குறித்து உரிய அதிகாரிகள் விளக்கமளித்தனர். மாவட்ட மட்டத்தில் நடைபெறும் அபிவிருத்தி பணிகள் விரைவுபடுத்தப்படும் எனவும் குறிப்பிடப்பட்டது. பொதுமக்களின் பங்களிப்புடன் இந்த வேலைத்திட்டங்கள் முன்னெடுக்கப்படும். இதேவேளை, பிரதேச செயலகங்களில் இடம்பெற்ற கூட்டங்களில் அதிகாரிகள் கலந்துகொண்டனர். bbox=[253, 865, 371, 937]
article-paragraph: இலங்கை அரசாங்கத்தின் புதிய திட்டங்கள் தொடர்பாக நாடாளுமன்றத்தில் நேற்று நடைபெற்ற விவாதத்தின் போது பல்வேறு கருத்துக்கள் முன்வைக்கப்பட்டன. இது தொடர்பாக மேலும் தெரியவருவதாவது, மக்களின் நலன் கருதி எடுக்கப்படும் நடவடிக்கைகள் குறித்து உரிய அதிகாரிகள் விளக்கமளித்தனர். மாவட்ட மட்டத்தில் நடைபெறும் அபிவிருத்தி பணிகள் விரைவுபடுத்தப்படும் எனவும் குறிப்பிடப்பட்டது. பொதுமக்களின் பங்களிப்புடன் இந்த வேலைத்திட்டங்கள் முன்னெடுக்கப்படும். இதேவேளை, பிரதேச செயலகங்களில் இடம்பெற்ற கூட்டங்களில் அதிகாரிகள் கலந்துகொண்டனர். bbox=[3, 813, 121, 885]
article-paragraph: இலங்கை அரசாங்கத்தின் புதிய திட்டங்கள் தொடர்பாக நாடாளுமன்றத்தில் நேற்று நடைபெற்ற விவாதத்தின் போது பல்வேறு கருத்துக்கள் முன்வைக்கப்பட்டன. இது தொடர்பாக மேலும் தெரியவருவதாவது, மக்களின் நலன் கருதி எடுக்கப்படும் நடவடிக்கைகள் குறித்து உரிய அதிகாரிகள் விளக்கமளித்தனர். மாவட்ட மட்டத்தில் நடைபெறும் அபிவிருத்தி பணிகள் விரைவுபடுத்தப்படும் எனவும் குறிப்பிடப்பட்டது. பொதுமக்களின் பங்களிப்புடன் இந்த வேலைத்திட்டங்கள் முன்னெடுக்கப்படும். இதேவேளை, பிரதேச செயலகங்களில் இடம்பெற்ற கூட்டங்களில் அதிகாரிகள் கலந்துகொண்டனர். bbox=[378, 1063, 496, 1135]
article-body bbox=[3, 52, 121, 712]
article-paragraph: இலங்கை அரசாங்கத்தின் புதிய திட்டங்கள் தொடர்பாக நாடாளுமன்றத்தில் நேற்று நடைபெற்ற விவாதத்தின் போது பல்வேறு கருத்துக்கள் முன்வைக்கப்பட்டன. இது தொடர்பாக மேலும் தெரியவருவதாவது, மக்களின் நலன் கருதி எடுக்கப்படும் நடவடிக்கைகள் குறித்து உரிய அதிகாரிகள் விளக்கமளித்தனர். மாவட்ட மட்டத்தில் நடைபெறும் அபிவிருத்தி பணிகள் விரைவுபடுத்தப்படும் எனவும் குறிப்பிடப்பட்டது. பொதுமக்களின் பங்களிப்புடன் இந்த வேலைத்திட்டங்கள் முன்னெடுக்கப்படும். இதேவேளை, பிரதேச செயலகங்களில் இடம்பெற்ற கூட்டங்களில் அதிகாரிகள் கலந்துகொண்டனர். bbox=[3, 126, 121, 198]
article-paragraph: இலங்கை அரசாங்கத்தின் புதிய திட்டங்கள் தொடர்பாக நாடாளுமன்றத்தில் நேற்று நடைபெற்ற விவாதத்தின் போது பல்வேறு கருத்துக்கள் முன்வைக்கப்பட்டன. இது தொடர்பாக மேலும் தெரியவருவதாவது, மக்களின் நலன் கருதி எடுக்கப்படும் நடவடிக்கைகள் குறித்து உரிய அதிகாரிகள் விளக்கமளித்தனர். மாவட்ட மட்டத்தில் நடைபெறும் அபிவிருத்தி பணிகள் விரைவுபடுத்தப்படும் எனவும் குறிப்பிடப்பட்டது. பொதுமக்களின் பங்களிப்புடன் இந்த வேலைத்திட்டங்கள் முன்னெடுக்கப்படும். இதேவேளை, பிரதேச செயலகங்களில் இடம்பெற்ற கூட்டங்களில் அதிகாரிகள் கலந்துகொண்டனர். bbox=[253, 1652, 371, 1724]
article-paragraph: இலங்கை அரசாங்கத்தின் புதிய திட்டங்கள் தொடர்பாக நாடாளுமன்றத்தில் நேற்று நடைபெற்ற விவாதத்தின் போது பல்வேறு கருத்துக்கள் முன்வைக்கப்பட்டன. இது தொடர்பாக மேலும் தெரியவருவதாவது, மக்களின் நலன் கருதி எடுக்கப்படும் நடவடிக்கைகள் குறித்து உரிய அதிகாரிகள் விளக்கமளித்தனர். மாவட்ட மட்டத்தில் நடைபெறும் அபிவிருத்தி பணிகள் விரைவுபடுத்தப்படும் எனவும் குறிப்பிடப்பட்டது. பொதுமக்களின் பங்களிப்புடன் இந்த வேலைத்திட்டங்கள் முன்னெடுக்கப்படும். இதேவேளை, பிரதேச செயலகங்களில் இடம்பெற்ற கூட்டங்களில் அதிகாரிகள் கலந்துகொண்டனர். bbox=[378, 104, 496, 176]
article bbox=[253, 942, 371, 1403]
article-paragraph: இலங்கை அரசாங்கத்தின் புதிய திட்டங்கள் தொடர்பாக நாடாளுமன்றத்தில் நேற்று நடைபெற்ற விவாதத்தின் போது பல்வேறு கருத்துக்கள் முன்வைக்கப்பட்டன. இது தொடர்பாக மேலும் தெரியவருவதாவது, மக்களின் நலன் கருதி எடுக்கப்படும் நடவடிக்கைகள் குறித்து உரிய அதிகாரிகள் விளக்கமளித்தனர். மாவட்ட மட்டத்தில் நடைபெறும் அபிவிருத்தி பணிகள் விரைவுபடுத்தப்படும் எனவும் குறிப்பிடப்பட்டது. பொதுமக்களின் பங்களிப்புடன் இந்த வேலைத்திட்டங்கள் முன்னெடுக்கப்படும். இதேவேளை, பிரதேச செயலகங்களில் இடம்பெற்ற கூட்டங்களில் அதிகாரிகள் கலந்துகொண்டனர். bbox=[3, 1527, 121, 1599]
article bbox=[378, 30, 496, 616]
article-paragraph: இலங்கை அரசாங்கத்தின் புதிய திட்டங்கள் தொடர்பாக நாடாளுமன்றத்தில் நேற்று நடைபெற்ற விவாதத்தின் போது பல்வேறு கருத்துக்கள் முன்வைக்கப்பட்டன. இது தொடர்பாக மேலும் தெரியவருவதாவது, மக்களின் நலன் கருதி எடுக்கப்படும் நடவடிக்கைகள் குறித்து உரிய அதிகாரிகள் விளக்கமளித்தனர். மாவட்ட மட்டத்தில் நடைபெறும் அபிவிருத்தி பணிகள் விரைவுபடுத்தப்படும் எனவும் குறிப்பிடப்பட்டது. பொதுமக்களின் பங்களிப்புடன் இந்த வேலைத்திட்டங்கள் முன்னெடுக்கப்படும். இதேவேளை, பிரதேச செயலகங்களில் இடம்பெற்ற கூட்டங்களில் அதிகாரிகள் கலந்துகொண்டனர். bbox=[3, 420, 121, 492]
article-paragraph: இலங்கை அரசாங்கத்தின் புதிய திட்டங்கள் தொடர்பாக நாடாளுமன்றத்தில் நேற்று நடைபெற்ற விவாதத்தின் போது பல்வேறு கருத்துக்கள் முன்வைக்கப்பட்டன. இது தொடர்பாக மேலும் தெரியவருவதாவது, மக்களின் நலன் கருதி எடுக்கப்படும் நடவடிக்கைகள் குறித்து உரிய அதிகாரிகள் விளக்கமளித்தனர். மாவட்ட மட்டத்தில் நடைபெறும் அபிவிருத்தி பணிகள் விரைவுபடுத்தப்படும் எனவும் குறிப்பிடப்பட்டது. பொதுமக்களின் பங்களிப்புடன் இந்த வேலைத்திட்டங்கள் முன்னெடுக்கப்படும். இதேவேளை, பிரதேச செயலகங்களில் இடம்பெற்ற கூட்டங்களில் அதிகாரிகள் கலந்துகொண்டனர். bbox=[253, 1725, 371, 1797]
article-paragraph: இலங்கை அரசாங்கத்தின் புதிய திட்டங்கள் தொடர்பாக நாடாளுமன்றத்தில் நேற்று நடைபெற்ற விவாதத்தின் போது பல்வேறு கருத்துக்கள் முன்வைக்கப்பட்டன. இது தொடர்பாக மேலும் தெரியவருவதாவது, மக்களின் நலன் கருதி எடுக்கப்படும் நடவடிக்கைகள் குறித்து உரிய அதிகாரிகள் விளக்கமளித்தனர். மாவட்ட மட்டத்தில் நடைபெறும் அபிவிருத்தி பணிகள் விரைவுபடுத்தப்படும் எனவும் குறிப்பிடப்பட்டது. பொதுமக்களின் பங்களிப்புடன் இந்த வேலைத்திட்டங்கள் முன்னெடுக்கப்படும். இதேவேளை, பிரதேச செயலகங்களில் இடம்பெற்ற கூட்டங்களில் அதிகாரிகள் கலந்துகொண்டனர். bbox=[378, 30, 496, 102]
article-paragraph: இலங்கை அரசாங்கத்தின் புதிய திட்டங்கள் தொடர்பாக நாடாளுமன்றத்தில் நேற்று நடைபெற்ற விவாதத்தின் போது பல்வேறு கருத்துக்கள் முன்வைக்கப்பட்டன. இது தொடர்பாக மேலும் தெரியவருவதாவது, மக்களின் நலன் கருதி எடுக்கப்படும் நடவடிக்கைகள் குறித்து உரிய அதிகாரிகள் விளக்கமளித்தனர். மாவட்ட மட்டத்தில் நடைபெறும் அபிவிருத்தி பணிகள் விரைவுபடுத்தப்படும் எனவும் குறிப்பிடப்பட்டது. பொதுமக்களின் பங்களிப்புடன் இந்த வேலைத்திட்டங்கள் முன்னெடுக்கப்படும். இதேவேளை, பிரதேச செயலகங்களில் இடம்பெற்ற கூட்டங்களில் அதிகாரிகள் கலந்துகொண்டனர். bbox=[378, 398, 496, 470]
article-byline: (முதல்வகுதி தொடர்ச்சி) bbox=[3, 44, 121, 50]
article-paragraph: இலங்கை அரசாங்கத்தின் புதிய திட்டங்கள் தொடர்பாக நாடாளுமன்றத்தில் நேற்று நடைபெற்ற விவாதத்தின் போது பல்வேறு கருத்துக்கள் முன்வைக்கப்பட்டன. இது தொடர்பாக மேலும் தெரியவருவதாவது, மக்களின் நலன் கருதி எடுக்கப்படும் நடவடிக்கைகள் குறித்து உரிய அதிகாரிகள் விளக்கமளித்தனர். மாவட்ட மட்டத்தில் நடைபெறும் அபிவிருத்தி பணிகள் விரைவுபடுத்தப்படும் எனவும் குறிப்பிடப்பட்டது. பொதுமக்களின் பங்களிப்புடன் இந்த வேலைத்திட்டங்கள் முன்னெடுக்கப்படும். இதேவேளை, பிரதேச செயலகங்களில் இடம்பெற்ற கூட்டங்களில் அதிகாரிகள் கலந்துகொண்டனர். bbox=[3, 2141, 121, 2213]
article-paragraph: இலங்கை அரசாங்கத்தின் புதிய திட்டங்கள் தொடர்பாக நாடாளுமன்றத்தில் நேற்று நடைபெற்ற விவாதத்தின் போது பல்வேறு கருத்துக்கள் முன்வைக்கப்பட்டன. இது தொடர்பாக மேலும் தெரியவருவதாவது, மக்களின் நலன் கருதி எடுக்கப்படும் நடவடிக்கைகள் குறித்து உரிய அதிகாரிகள் விளக்கமளித்தனர். மாவட்ட மட்டத்தில் நடைபெறும் அபிவிருத்தி பணிகள் விரைவுபடுத்தப்படும் எனவும் குறிப்பிடப்பட்டது. பொதுமக்களின் பங்களிப்புடன் இந்த வேலைத்திட்டங்கள் முன்னெடுக்கப்படும். இதேவேளை, பிரதேச செயலகங்களில் இடம்பெற்ற கூட்டங்களில் அதிகாரிகள் கலந்துகொண்டனர். bbox=[378, 1210, 496, 1282]
article-paragraph: இலங்கை அரசாங்கத்தின் புதிய திட்டங்கள் தொடர்பாக நாடாளுமன்றத்தில் நேற்று நடைபெற்ற விவாதத்தின் போது பல்வேறு கருத்துக்கள் முன்வைக்கப்பட்டன. இது தொடர்பாக மேலும் தெரியவருவதாவது, மக்களின் நலன் கருதி எடுக்கப்படும் நடவடிக்கைகள் குறித்து உரிய அதிகாரிகள் விளக்கமளித்தனர். மாவட்ட மட்டத்தில் நடைபெறும் அபிவிருத்தி பணிகள் விரைவுபடுத்தப்படும் எனவும் குறிப்பிடப்பட்டது. பொதுமக்களின் பங்களிப்புடன் இந்த வேலைத்திட்டங்கள் முன்னெடுக்கப்படும். இதேவேளை, பிரதேச செயலகங்களில் இடம்பெற்ற கூட்டங்களில் அதிகாரிகள் கலந்துகொண்டனர். bbox=[378, 471, 496, 543]
article-paragraph: இலங்கை அரசாங்கத்தின் புதிய திட்டங்கள் தொடர்பாக நாடாளுமன்றத்தில் நேற்று நடைபெற்ற விவாதத்தின் போது பல்வேறு கருத்துக்கள் முன்வைக்கப்பட்டன. இது தொடர்பாக மேலும் தெரியவருவதாவது, மக்களின் நலன் கருதி எடுக்கப்படும் நடவடிக்கைகள் குறித்து உரிய அதிகாரிகள் விளக்கமளித்தனர். மாவட்ட மட்டத்தில் நடைபெறும் அபிவிருத்தி பணிகள் விரைவுபடுத்தப்படும் எனவும் குறிப்பிடப்பட்டது. பொதுமக்களின் பங்களிப்புடன் இந்த வேலைத்திட்டங்கள் முன்னெடுக்கப்படும். இதேவேளை, பிரதேச செயலகங்களில் இடம்பெற்ற கூட்டங்களில் அதிகாரிகள் கலந்துகொண்டனர். bbox=[128, 1067, 246, 1139]
article-paragraph: இலங்கை அரசாங்கத்தின் புதிய திட்டங்கள் தொடர்பாக நாடாளுமன்றத்தில் நேற்று நடைபெற்ற விவாதத்தின் போது பல்வேறு கருத்துக்கள் முன்வைக்கப்பட்டன. இது தொடர்பாக மேலும் தெரியவருவதாவது, மக்களின் நலன் கருதி எடுக்கப்படும் நடவடிக்கைகள் குறித்து உரிய அதிகாரிகள் விளக்கமளித்தனர். மாவட்ட மட்டத்தில் நடைபெறும் அபிவிருத்தி பணிகள் விரைவுபடுத்தப்படும் எனவும் குறிப்பிடப்பட்டது. பொதுமக்களின் பங்களிப்புடன் இந்த வேலைத்திட்டங்கள் முன்னெடுக்கப்படும். இதேவேளை, பிரதேச செயலகங்களில் இடம்பெற்ற கூட்டங்களில் அதிகாரிகள் கலந்துகொண்டனர். bbox=[378, 177, 496, 249]
section-title: உள்நாடு bbox=[413, 2, 499, 21]
article-paragraph: இலங்கை அரசாங்கத்தின் புதிய திட்டங்கள் தொடர்பாக நாடாளுமன்றத்தில் நேற்று நடைபெற்ற விவாதத்தின் போது பல்வேறு கருத்துக்கள் முன்வைக்கப்பட்டன. இது தொடர்பாக மேலும் தெரியவருவதாவது, மக்களின் நலன் கருதி எடுக்கப்படும் நடவடிக்கைகள் குறித்து உரிய அதிகாரிகள் விளக்கமளித்தனர். மாவட்ட மட்டத்தில் நடைபெறும் அபிவிருத்தி பணிகள் விரைவுபடுத்தப்படும் எனவும் குறிப்பிடப்பட்டது. பொதுமக்களின் பங்களிப்புடன் இந்த வேலைத்திட்டங்கள் முன்னெடுக்கப்படும். இதேவேளை, பிரதேச செயலகங்களில் இடம்பெற்ற கூட்டங்களில் அதிகாரிகள் கலந்துகொண்டனர். bbox=[378, 622, 496, 694]
article-paragraph: இலங்கை அரசாங்கத்தின் புதிய திட்டங்கள் தொடர்பாக நாடாளுமன்றத்தில் நேற்று நடைபெற்ற விவாதத்தின் போது பல்வேறு கருத்துக்கள் முன்வைக்கப்பட்டன. இது தொடர்பாக மேலும் தெரியவருவதாவது, மக்களின் நலன் கருதி எடுக்கப்படும் நடவடிக்கைகள் குறித்து உரிய அதிகாரிகள் விளக்கமளித்தனர். மாவட்ட மட்டத்தில் நடைபெறும் அபிவிருத்தி பணிகள் விரைவுபடுத்தப்படும் எனவும் குறிப்பிடப்பட்டது. பொதுமக்களின் பங்களிப்புடன் இந்த வேலைத்திட்டங்கள் முன்னெடுக்கப்படும். இதேவேளை, பிரதேச செயலகங்களில் இடம்பெற்ற கூட்டங்களில் அதிகாரிகள் கலந்துகொண்டனர். bbox=[253, 1972, 371, 2044]
article-paragraph: இலங்கை அரசாங்கத்தின் புதிய திட்டங்கள் தொடர்பாக நாடாளுமன்றத்தில் நேற்று நடைபெற்ற விவாதத்தின் போது பல்வேறு கருத்துக்கள் முன்வைக்கப்பட்டன. இது தொடர்பாக மேலும் தெரியவருவதாவது, மக்களின் நலன் கருதி எடுக்கப்படும் நடவடிக்கைகள் குறித்து உரிய அதிகாரிகள் விளக்கமளித்தனர். மாவட்ட மட்டத்தில் நடைபெறும் அபிவிருத்தி பணிகள் விரைவுபடுத்தப்படும் எனவும் குறிப்பிடப்பட்டது. பொதுமக்களின் பங்களிப்புடன் இந்த வேலைத்திட்டங்கள் முன்னெடுக்கப்படும். இதேவேளை, பிரதேச செயலகங்களில் இடம்பெற்ற கூட்டங்களில் அதிகாரிகள் கலந்துகொண்டனர். bbox=[253, 1258, 371, 1330]
article-byline: (முதல்வகுதி தொடர்ச்சி) bbox=[3, 1618, 121, 1624]
column-rule bbox=[249, 30, 250, 768]
article-paragraph: இலங்கை அரசாங்கத்தின் புதிய திட்டங்கள் தொடர்பாக நாடாளுமன்றத்தில் நேற்று நடைபெற்ற விவாதத்தின் போது பல்வேறு கருத்துக்கள் முன்வைக்கப்பட்டன. இது தொடர்பாக மேலும் தெரியவருவதாவது, மக்களின் நலன் கருதி எடுக்கப்படும் நடவடிக்கைகள் குறித்து உரிய அதிகாரிகள் விளக்கமளித்தனர். மாவட்ட மட்டத்தில் நடைபெறும் அபிவிருத்தி பணிகள் விரைவுபடுத்தப்படும் எனவும் குறிப்பிடப்பட்டது. பொதுமக்களின் பங்களிப்புடன் இந்த வேலைத்திட்டங்கள் முன்னெடுக்கப்படும். இதேவேளை, பிரதேச செயலகங்களில் இடம்பெற்ற கூட்டங்களில் அதிகாரிகள் கலந்துகொண்டனர். bbox=[253, 30, 371, 102]
article-paragraph: இலங்கை அரசாங்கத்தின் புதிய திட்டங்கள் தொடர்பாக நாடாளுமன்றத்தில் நேற்று நடைபெற்ற விவாதத்தின் போது பல்வேறு கருத்துக்கள் முன்வைக்கப்பட்டன. இது தொடர்பாக மேலும் தெரியவருவதாவது, மக்களின் நலன் கருதி எடுக்கப்படும் நடவடிக்கைகள் குறித்து உரிய அதிகாரிகள் விளக்கமளித்தனர். மாவட்ட மட்டத்தில் நடைபெறும் அபிவிருத்தி பணிகள் விரைவுபடுத்தப்படும் எனவும் குறிப்பிடப்பட்டது. பொதுமக்களின் பங்களிப்புடன் இந்த வேலைத்திட்டங்கள் முன்னெடுக்கப்படும். இதேவேளை, பிரதேச செயலகங்களில் இடம்பெற்ற கூட்டங்களில் அதிகாரிகள் கலந்துகொண்டனர். bbox=[3, 2067, 121, 2139]
article-paragraph: இலங்கை அரசாங்கத்தின் புதிய திட்டங்கள் தொடர்பாக நாடாளுமன்றத்தில் நேற்று நடைபெற்ற விவாதத்தின் போது பல்வேறு கருத்துக்கள் முன்வைக்கப்பட்டன. இது தொடர்பாக மேலும் தெரியவருவதாவது, மக்களின் நலன் கருதி எடுக்கப்படும் நடவடிக்கைகள் குறித்து உரிய அதிகாரிகள் விளக்கமளித்தனர். மாவட்ட மட்டத்தில் நடைபெறும் அபிவிருத்தி பணிகள் விரைவுபடுத்தப்படும் எனவும் குறிப்பிடப்பட்டது. பொதுமக்களின் பங்களிப்புடன் இந்த வேலைத்திட்டங்கள் முன்னெடுக்கப்படும். இதேவேளை, பிரதேச செயலகங்களில் இடம்பெற்ற கூட்டங்களில் அதிகாரிகள் கலந்துகொண்டனர். bbox=[3, 199, 121, 271]
article-paragraph: இலங்கை அரசாங்கத்தின் புதிய திட்டங்கள் தொடர்பாக நாடாளுமன்றத்தில் நேற்று நடைபெற்ற விவாதத்தின் போது பல்வேறு கருத்துக்கள் முன்வைக்கப்பட்டன. இது தொடர்பாக மேலும் தெரியவருவதாவது, மக்களின் நலன் கருதி எடுக்கப்படும் நடவடிக்கைகள் குறித்து உரிய அதிகாரிகள் விளக்கமளித்தனர். மாவட்ட மட்டத்தில் நடைபெறும் அபிவிருத்தி பணிகள் விரைவுபடுத்தப்படும் எனவும் குறிப்பிடப்பட்டது. பொதுமக்களின் பங்களிப்புடன் இந்த வேலைத்திட்டங்கள் முன்னெடுக்கப்படும். இதேவேளை, பிரதேச செயலகங்களில் இடம்பெற்ற கூட்டங்களில் அதிகாரிகள் கலந்துகொண்டனர். bbox=[3, 1773, 121, 1845]
article bbox=[3, 1604, 121, 2212]
article-paragraph: இலங்கை அரசாங்கத்தின் புதிய திட்டங்கள் தொடர்பாக நாடாளுமன்றத்தில் நேற்று நடைபெற்ற விவாதத்தின் போது பல்வேறு கருத்துக்கள் முன்வைக்கப்பட்டன. இது தொடர்பாக மேலும் தெரியவருவதாவது, மக்களின் நலன் கருதி எடுக்கப்படும் நடவடிக்கைகள் குறித்து உரிய அதிகாரிகள் விளக்கமளித்தனர். மாவட்ட மட்டத்தில் நடைபெறும் அபிவிருத்தி பணிகள் விரைவுபடுத்தப்படும் எனவும் குறிப்பிடப்பட்டது. பொதுமக்களின் பங்களிப்புடன் இந்த வேலைத்திட்டங்கள் முன்னெடுக்கப்படும். இதேவேளை, பிரதேச செயலகங்களில் இடம்பெற்ற கூட்டங்களில் அதிகாரிகள் கலந்துகொண்டனர். bbox=[253, 1431, 371, 1503]
article-paragraph: இலங்கை அரசாங்கத்தின் புதிய திட்டங்கள் தொடர்பாக நாடாளுமன்றத்தில் நேற்று நடைபெற்ற விவாதத்தின் போது பல்வேறு கருத்துக்கள் முன்வைக்கப்பட்டன. இது தொடர்பாக மேலும் தெரியவருவதாவது, மக்களின் நலன் கருதி எடுக்கப்படும் நடவடிக்கைகள் குறித்து உரிய அதிகாரிகள் விளக்கமளித்தனர். மாவட்ட மட்டத்தில் நடைபெறும் அபிவிருத்தி பணிகள் விரைவுபடுத்தப்படும் எனவும் குறிப்பிடப்பட்டது. பொதுமக்களின் பங்களிப்புடன் இந்த வேலைத்திட்டங்கள் முன்னெடுக்கப்படும். இதேவேளை, பிரதேச செயலகங்களில் இடம்பெற்ற கூட்டங்களில் அதிகாரிகள் கலந்துகொண்டனர். bbox=[128, 1218, 246, 1290]
article-paragraph: இலங்கை அரசாங்கத்தின் புதிய திட்டங்கள் தொடர்பாக நாடாளுமன்றத்தில் நேற்று நடைபெற்ற விவாதத்தின் போது பல்வேறு கருத்துக்கள் முன்வைக்கப்பட்டன. இது தொடர்பாக மேலும் தெரியவருவதாவது, மக்களின் நலன் கருதி எடுக்கப்படும் நடவடிக்கைகள் குறித்து உரிய அதிகாரிகள் விளக்கமளித்தனர். மாவட்ட மட்டத்தில் நடைபெறும் அபிவிருத்தி பணிகள் விரைவுபடுத்தப்படும் எனவும் குறிப்பிடப்பட்டது. பொதுமக்களின் பங்களிப்புடன் இந்த வேலைத்திட்டங்கள் முன்னெடுக்கப்படும். இதேவேளை, பிரதேச செயலகங்களில் இடம்பெற்ற கூட்டங்களில் அதிகாரிகள் கலந்துகொண்டனர். bbox=[128, 1659, 246, 1731]
article-paragraph: இலங்கை அரசாங்கத்தின் புதிய திட்டங்கள் தொடர்பாக நாடாளுமன்றத்தில் நேற்று நடைபெற்ற விவாதத்தின் போது பல்வேறு கருத்துக்கள் முன்வைக்கப்பட்டன. இது தொடர்பாக மேலும் தெரியவருவதாவது, மக்களின் நலன் கருதி எடுக்கப்படும் நடவடிக்கைகள் குறித்து உரிய அதிகாரிகள் விளக்கமளித்தனர். மாவட்ட மட்டத்தில் நடைபெறும் அபிவிருத்தி பணிகள் விரைவுபடுத்தப்படும் எனவும் குறிப்பிடப்பட்டது. பொதுமக்களின் பங்களிப்புடன் இந்த வேலைத்திட்டங்கள் முன்னெடுக்கப்படும். இதேவேளை, பிரதேச செயலகங்களில் இடம்பெற்ற கூட்டங்களில் அதிகாரிகள் கலந்துகொண்டனர். bbox=[378, 2247, 496, 2319]
article-paragraph: இலங்கை அரசாங்கத்தின் புதிய திட்டங்கள் தொடர்பாக நாடாளுமன்றத்தில் நேற்று நடைபெற்ற விவாதத்தின் போது பல்வேறு கருத்துக்கள் முன்வைக்கப்பட்டன. இது தொடர்பாக மேலும் தெரியவருவதாவது, மக்களின் நலன் கருதி எடுக்கப்படும் நடவடிக்கைகள் குறித்து உரிய அதிகாரிகள் விளக்கமளித்தனர். மாவட்ட மட்டத்தில் நடைபெறும் அபிவிருத்தி பணிகள் விரைவுபடுத்தப்படும் எனவும் குறிப்பிடப்பட்டது. பொதுமக்களின் பங்களிப்புடன் இந்த வேலைத்திட்டங்கள் முன்னெடுக்கப்படும். இதேவேளை, பிரதேச செயலகங்களில் இடம்பெற்ற கூட்டங்களில் அதிகாரிகள் கலந்துகொண்டனர். bbox=[378, 1729, 496, 1801]
article-paragraph: இலங்கை அரசாங்கத்தின் புதிய திட்டங்கள் தொடர்பாக நாடாளுமன்றத்தில் நேற்று நடைபெற்ற விவாதத்தின் போது பல்வேறு கருத்துக்கள் முன்வைக்கப்பட்டன. இது தொடர்பாக மேலும் தெரியவருவதாவது, மக்களின் நலன் கருதி எடுக்கப்படும் நடவடிக்கைகள் குறித்து உரிய அதிகாரிகள் விளக்கமளித்தனர். மாவட்ட மட்டத்தில் நடைபெறும் அபிவிருத்தி பணிகள் விரைவுபடுத்தப்படும் எனவும் குறிப்பிடப்பட்டது. பொதுமக்களின் பங்களிப்புடன் இந்த வேலைத்திட்டங்கள் முன்னெடுக்கப்படும். இதேவேளை, பிரதேச செயலகங்களில் இடம்பெற்ற கூட்டங்களில் அதிகாரிகள் கலந்துகொண்டனர். bbox=[128, 1733, 246, 1805]
article-paragraph: இலங்கை அரசாங்கத்தின் புதிய திட்டங்கள் தொடர்பாக நாடாளுமன்றத்தில் நேற்று நடைபெற்ற விவாதத்தின் போது பல்வேறு கருத்துக்கள் முன்வைக்கப்பட்டன. இது தொடர்பாக மேலும் தெரியவருவதாவது, மக்களின் நலன் கருதி எடுக்கப்படும் நடவடிக்கைகள் குறித்து உரிய அதிகாரிகள் விளக்கமளித்தனர். மாவட்ட மட்டத்தில் நடைபெறும் அபிவிருத்தி பணிகள் விரைவுபடுத்தப்படும் எனவும் குறிப்பிடப்பட்டது. பொதுமக்களின் பங்களிப்புடன் இந்த வேலைத்திட்டங்கள் முன்னெடுக்கப்படும். இதேவேளை, பிரதேச செயலகங்களில் இடம்பெற்ற கூட்டங்களில் அதிகாரிகள் கலந்துகொண்டனர். bbox=[378, 1582, 496, 1654]
article-headline: அமெரிக்க உதவிக்... bbox=[3, 718, 121, 731]
article-paragraph: இலங்கை அரசாங்கத்தின் புதிய திட்டங்கள் தொடர்பாக நாடாளுமன்றத்தில் நேற்று நடைபெற்ற விவாதத்தின் போது பல்வேறு கருத்துக்கள் முன்வைக்கப்பட்டன. இது தொடர்பாக மேலும் தெரியவருவதாவது, மக்களின் நலன் கருதி எடுக்கப்படும் நடவடிக்கைகள் குறித்து உரிய அதிகாரிகள் விளக்கமளித்தனர். மாவட்ட மட்டத்தில் நடைபெறும் அபிவிருத்தி பணிகள் விரைவுபடுத்தப்படும் எனவும் குறிப்பிடப்பட்டது. பொதுமக்களின் பங்களிப்புடன் இந்த வேலைத்திட்டங்கள் முன்னெடுக்கப்படும். இதேவேளை, பிரதேச செயலகங்களில் இடம்பெற்ற கூட்டங்களில் அதிகாரிகள் கலந்துகொண்டனர். bbox=[3, 640, 121, 712]
article bbox=[3, 1358, 121, 1599]
article bbox=[128, 549, 246, 915]
article-paragraph: இலங்கை அரசாங்கத்தின் புதிய திட்டங்கள் தொடர்பாக நாடாளுமன்றத்தில் நேற்று நடைபெற்ற விவாதத்தின் போது பல்வேறு கருத்துக்கள் முன்வைக்கப்பட்டன. இது தொடர்பாக மேலும் தெரியவருவதாவது, மக்களின் நலன் கருதி எடுக்கப்படும் நடவடிக்கைகள் குறித்து உரிய அதிகாரிகள் விளக்கமளித்தனர். மாவட்ட மட்டத்தில் நடைபெறும் அபிவிருத்தி பணிகள் விரைவுபடுத்தப்படும் எனவும் குறிப்பிடப்பட்டது. பொதுமக்களின் பங்களிப்புடன் இந்த வேலைத்திட்டங்கள் முன்னெடுக்கப்படும். இதேவேளை, பிரதேச செயலகங்களில் இடம்பெற்ற கூட்டங்களில் அதிகாரிகள் கலந்துகொண்டனர். bbox=[128, 994, 246, 1066]
article-byline: (முதல்வகுதி தொடர்ச்சி) bbox=[253, 416, 371, 422]
article-body bbox=[128, 1218, 246, 1878]
article-paragraph: இலங்கை அரசாங்கத்தின் புதிய திட்டங்கள் தொடர்பாக நாடாளுமன்றத்தில் நேற்று நடைபெற்ற விவாதத்தின் போது பல்வேறு கருத்துக்கள் முன்வைக்கப்பட்டன. இது தொடர்பாக மேலும் தெரியவருவதாவது, மக்களின் நலன் கருதி எடுக்கப்படும் நடவடிக்கைகள் குறித்து உரிய அதிகாரிகள் விளக்கமளித்தனர். மாவட்ட மட்டத்தில் நடைபெறும் அபிவிருத்தி பணிகள் விரைவுபடுத்தப்படும் எனவும் குறிப்பிடப்பட்டது. பொதுமக்களின் பங்களிப்புடன் இந்த வேலைத்திட்டங்கள் முன்னெடுக்கப்படும். இதேவேளை, பிரதேச செயலகங்களில் இடம்பெற்ற கூட்டங்களில் அதிகாரிகள் கலந்துகொண்டனர். bbox=[253, 1505, 371, 1577]
article bbox=[378, 622, 496, 1282]
article-paragraph: இலங்கை அரசாங்கத்தின் புதிய திட்டங்கள் தொடர்பாக நாடாளுமன்றத்தில் நேற்று நடைபெற்ற விவாதத்தின் போது பல்வேறு கருத்துக்கள் முன்வைக்கப்பட்டன. இது தொடர்பாக மேலும் தெரியவருவதாவது, மக்களின் நலன் கருதி எடுக்கப்படும் நடவடிக்கைகள் குறித்து உரிய அதிகாரிகள் விளக்கமளித்தனர். மாவட்ட மட்டத்தில் நடைபெறும் அபிவிருத்தி பணிகள் விரைவுபடுத்தப்படும் எனவும் குறிப்பிடப்பட்டது. பொதுமக்களின் பங்களிப்புடன் இந்த வேலைத்திட்டங்கள் முன்னெடுக்கப்படும். இதேவேளை, பிரதேச செயலகங்களில் இடம்பெற்ற கூட்டங்களில் அதிகாரிகள் கலந்துகொண்டனர். bbox=[253, 177, 371, 249]
article-paragraph: இலங்கை அரசாங்கத்தின் புதிய திட்டங்கள் தொடர்பாக நாடாளுமன்றத்தில் நேற்று நடைபெற்ற விவாதத்தின் போது பல்வேறு கருத்துக்கள் முன்வைக்கப்பட்டன. இது தொடர்பாக மேலும் தெரியவருவதாவது, மக்களின் நலன் கருதி எடுக்கப்படும் நடவடிக்கைகள் குறித்து உரிய அதிகாரிகள் விளக்கமளித்தனர். மாவட்ட மட்டத்தில் நடைபெறும் அபிவிருத்தி பணிகள் விரைவுபடுத்தப்படும் எனவும் குறிப்பிடப்பட்டது. பொதுமக்களின் பங்களிப்புடன் இந்த வேலைத்திட்டங்கள் முன்னெடுக்கப்படும். இதேவேளை, பிரதேச செயலகங்களில் இடம்பெற்ற கூட்டங்களில் அதிகாரிகள் கலந்துகொண்டனர். bbox=[378, 2100, 496, 2172]
article-paragraph: இலங்கை அரசாங்கத்தின் புதிய திட்டங்கள் தொடர்பாக நாடாளுமன்றத்தில் நேற்று நடைபெற்ற விவாதத்தின் போது பல்வேறு கருத்துக்கள் முன்வைக்கப்பட்டன. இது தொடர்பாக மேலும் தெரியவருவதாவது, மக்களின் நலன் கருதி எடுக்கப்படும் நடவடிக்கைகள் குறித்து உரிய அதிகாரிகள் விளக்கமளித்தனர். மாவட்ட மட்டத்தில் நடைபெறும் அபிவிருத்தி பணிகள் விரைவுபடுத்தப்படும் எனவும் குறிப்பிடப்பட்டது. பொதுமக்களின் பங்களிப்புடன் இந்த வேலைத்திட்டங்கள் முன்னெடுக்கப்படும். இதேவேளை, பிரதேச செயலகங்களில் இடம்பெற்ற கூட்டங்களில் அதிகாரிகள் கலந்துகொண்டனர். bbox=[128, 769, 246, 841]
article-headline: தனித்துவியல... bbox=[253, 402, 371, 415]
article-headline: எம்.பி.க்களுக்கு... bbox=[3, 1358, 121, 1371]
column-3 bbox=[253, 30, 371, 768]
article-paragraph: இலங்கை அரசாங்கத்தின் புதிய திட்டங்கள் தொடர்பாக நாடாளுமன்றத்தில் நேற்று நடைபெற்ற விவாதத்தின் போது பல்வேறு கருத்துக்கள் முன்வைக்கப்பட்டன. இது தொடர்பாக மேலும் தெரியவருவதாவது, மக்களின் நலன் கருதி எடுக்கப்படும் நடவடிக்கைகள் குறித்து உரிய அதிகாரிகள் விளக்கமளித்தனர். மாவட்ட மட்டத்தில் நடைபெறும் அபிவிருத்தி பணிகள் விரைவுபடுத்தப்படும் எனவும் குறிப்பிடப்பட்டது. பொதுமக்களின் பங்களிப்புடன் இந்த வேலைத்திட்டங்கள் முன்னெடுக்கப்படும். இதேவேளை, பிரதேச செயலகங்களில் இடம்பெற்ற கூட்டங்களில் அதிகாரிகள் கலந்துகொண்டனர். bbox=[128, 920, 246, 992]
article-paragraph: இலங்கை அரசாங்கத்தின் புதிய திட்டங்கள் தொடர்பாக நாடாளுமன்றத்தில் நேற்று நடைபெற்ற விவாதத்தின் போது பல்வேறு கருத்துக்கள் முன்வைக்கப்பட்டன. இது தொடர்பாக மேலும் தெரியவருவதாவது, மக்களின் நலன் கருதி எடுக்கப்படும் நடவடிக்கைகள் குறித்து உரிய அதிகாரிகள் விளக்கமளித்தனர். மாவட்ட மட்டத்தில் நடைபெறும் அபிவிருத்தி பணிகள் விரைவுபடுத்தப்படும் எனவும் குறிப்பிடப்பட்டது. பொதுமக்களின் பங்களிப்புடன் இந்த வேலைத்திட்டங்கள் முன்னெடுக்கப்படும். இதேவேளை, பிரதேச செயலகங்களில் இடம்பெற்ற கூட்டங்களில் அதிகாரிகள் கலந்துகொண்டனர். bbox=[378, 769, 496, 841]
article-paragraph: இலங்கை அரசாங்கத்தின் புதிய திட்டங்கள் தொடர்பாக நாடாளுமன்றத்தில் நேற்று நடைபெற்ற விவாதத்தின் போது பல்வேறு கருத்துக்கள் முன்வைக்கப்பட்டன. இது தொடர்பாக மேலும் தெரியவருவதாவது, மக்களின் நலன் கருதி எடுக்கப்படும் நடவடிக்கைகள் குறித்து உரிய அதிகாரிகள் விளக்கமளித்தனர். மாவட்ட மட்டத்தில் நடைபெறும் அபிவிருத்தி பணிகள் விரைவுபடுத்தப்படும் எனவும் குறிப்பிடப்பட்டது. பொதுமக்களின் பங்களிப்புடன் இந்த வேலைத்திட்டங்கள் முன்னெடுக்கப்படும். இதேவேளை, பிரதேச செயலகங்களில் இடம்பெற்ற கூட்டங்களில் அதிகாரிகள் கலந்துகொண்டனர். bbox=[3, 567, 121, 639]
article bbox=[253, 402, 371, 937]
article-paragraph: இலங்கை அரசாங்கத்தின் புதிய திட்டங்கள் தொடர்பாக நாடாளுமன்றத்தில் நேற்று நடைபெற்ற விவாதத்தின் போது பல்வேறு கருத்துக்கள் முன்வைக்கப்பட்டன. இது தொடர்பாக மேலும் தெரியவருவதாவது, மக்களின் நலன் கருதி எடுக்கப்படும் நடவடிக்கைகள் குறித்து உரிய அதிகாரிகள் விளக்கமளித்தனர். மாவட்ட மட்டத்தில் நடைபெறும் அபிவிருத்தி பணிகள் விரைவுபடுத்தப்படும் எனவும் குறிப்பிடப்பட்டது. பொதுமக்களின் பங்களிப்புடன் இந்த வேலைத்திட்டங்கள் முன்னெடுக்கப்படும். இதேவேளை, பிரதேச செயலகங்களில் இடம்பெற்ற கூட்டங்களில் அதிகாரிகள் கலந்துகொண்டனர். bbox=[378, 1876, 496, 1948]
article-paragraph: இலங்கை அரசாங்கத்தின் புதிய திட்டங்கள் தொடர்பாக நாடாளுமன்றத்தில் நேற்று நடைபெற்ற விவாதத்தின் போது பல்வேறு கருத்துக்கள் முன்வைக்கப்பட்டன. இது தொடர்பாக மேலும் தெரியவருவதாவது, மக்களின் நலன் கருதி எடுக்கப்படும் நடவடிக்கைகள் குறித்து உரிய அதிகாரிகள் விளக்கமளித்தனர். மாவட்ட மட்டத்தில் நடைபெறும் அபிவிருத்தி பணிகள் விரைவுபடுத்தப்படும் எனவும் குறிப்பிடப்பட்டது. பொதுமக்களின் பங்களிப்புடன் இந்த வேலைத்திட்டங்கள் முன்னெடுக்கப்படும். இதேவேளை, பிரதேச செயலகங்களில் இடம்பெற்ற கூட்டங்களில் அதிகாரிகள் கலந்துகொண்டனர். bbox=[253, 1799, 371, 1871]
article-paragraph: இலங்கை அரசாங்கத்தின் புதிய திட்டங்கள் தொடர்பாக நாடாளுமன்றத்தில் நேற்று நடைபெற்ற விவாதத்தின் போது பல்வேறு கருத்துக்கள் முன்வைக்கப்பட்டன. இது தொடர்பாக மேலும் தெரியவருவதாவது, மக்களின் நலன் கருதி எடுக்கப்படும் நடவடிக்கைகள் குறித்து உரிய அதிகாரிகள் விளக்கமளித்தனர். மாவட்ட மட்டத்தில் நடைபெறும் அபிவிருத்தி பணிகள் விரைவுபடுத்தப்படும் எனவும் குறிப்பிடப்பட்டது. பொதுமக்களின் பங்களிப்புடன் இந்த வேலைத்திட்டங்கள் முன்னெடுக்கப்படும். இதேவேளை, பிரதேச செயலகங்களில் இடம்பெற்ற கூட்டங்களில் அதிகாரிகள் கலந்துகொண்டனர். bbox=[3, 493, 121, 565]
article-paragraph: இலங்கை அரசாங்கத்தின் புதிய திட்டங்கள் தொடர்பாக நாடாளுமன்றத்தில் நேற்று நடைபெற்ற விவாதத்தின் போது பல்வேறு கருத்துக்கள் முன்வைக்கப்பட்டன. இது தொடர்பாக மேலும் தெரியவருவதாவது, மக்களின் நலன் கருதி எடுக்கப்படும் நடவடிக்கைகள் குறித்து உரிய அதிகாரிகள் விளக்கமளித்தனர். மாவட்ட மட்டத்தில் நடைபெறும் அபிவிருத்தி பணிகள் விரைவுபடுத்தப்படும் எனவும் குறிப்பிடப்பட்டது. பொதுமக்களின் பங்களிப்புடன் இந்த வேலைத்திட்டங்கள் முன்னெடுக்கப்படும். இதேவேளை, பிரதேச செயலகங்களில் இடம்பெற்ற கூட்டங்களில் அதிகாரிகள் கலந்துகொண்டனர். bbox=[253, 424, 371, 496]
article-paragraph: இலங்கை அரசாங்கத்தின் புதிய திட்டங்கள் தொடர்பாக நாடாளுமன்றத்தில் நேற்று நடைபெற்ற விவாதத்தின் போது பல்வேறு கருத்துக்கள் முன்வைக்கப்பட்டன. இது தொடர்பாக மேலும் தெரியவருவதாவது, மக்களின் நலன் கருதி எடுக்கப்படும் நடவடிக்கைகள் குறித்து உரிய அதிகாரிகள் விளக்கமளித்தனர். மாவட்ட மட்டத்தில் நடைபெறும் அபிவிருத்தி பணிகள் விரைவுபடுத்தப்படும் எனவும் குறிப்பிடப்பட்டது. பொதுமக்களின் பங்களிப்புடன் இந்த வேலைத்திட்டங்கள் முன்னெடுக்கப்படும். இதேவேளை, பிரதேச செயலகங்களில் இடம்பெற்ற கூட்டங்களில் அதிகாரிகள் கலந்துகொண்டனர். bbox=[253, 964, 371, 1036]
masthead bbox=[28, 3, 168, 19]
article-body bbox=[378, 1953, 496, 2392]
article-paragraph: இலங்கை அரசாங்கத்தின் புதிய திட்டங்கள் தொடர்பாக நாடாளுமன்றத்தில் நேற்று நடைபெற்ற விவாதத்தின் போது பல்வேறு கருத்துக்கள் முன்வைக்கப்பட்டன. இது தொடர்பாக மேலும் தெரியவருவதாவது, மக்களின் நலன் கருதி எடுக்கப்படும் நடவடிக்கைகள் குறித்து உரிய அதிகாரிகள் விளக்கமளித்தனர். மாவட்ட மட்டத்தில் நடைபெறும் அபிவிருத்தி பணிகள் விரைவுபடுத்தப்படும் எனவும் குறிப்பிடப்பட்டது. பொதுமக்களின் பங்களிப்புடன் இந்த வேலைத்திட்டங்கள் முன்னெடுக்கப்படும். இதேவேளை, பிரதேச செயலகங்களில் இடம்பெற்ற கூட்டங்களில் அதிகாரிகள் கலந்துகொண்டனர். bbox=[128, 398, 246, 470]
article-body bbox=[3, 740, 121, 1032]
article-byline: (முதல்வகுதி தொடர்ச்சி) bbox=[3, 1052, 121, 1058]
article-paragraph: இலங்கை அரசாங்கத்தின் புதிய திட்டங்கள் தொடர்பாக நாடாளுமன்றத்தில் நேற்று நடைபெற்ற விவாதத்தின் போது பல்வேறு கருத்துக்கள் முன்வைக்கப்பட்டன. இது தொடர்பாக மேலும் தெரியவருவதாவது, மக்களின் நலன் கருதி எடுக்கப்படும் நடவடிக்கைகள் குறித்து உரிய அதிகாரிகள் விளக்கமளித்தனர். மாவட்ட மட்டத்தில் நடைபெறும் அபிவிருத்தி பணிகள் விரைவுபடுத்தப்படும் எனவும் குறிப்பிடப்பட்டது. பொதுமக்களின் பங்களிப்புடன் இந்த வேலைத்திட்டங்கள் முன்னெடுக்கப்படும். இதேவேளை, பிரதேச செயலகங்களில் இடம்பெற்ற கூட்டங்களில் அதிகாரிகள் கலந்துகொண்டனர். bbox=[3, 1626, 121, 1698]
article-body bbox=[128, 920, 246, 1212]
article-body bbox=[253, 1898, 371, 2264]
article-paragraph: இலங்கை அரசாங்கத்தின் புதிய திட்டங்கள் தொடர்பாக நாடாளுமன்றத்தில் நேற்று நடைபெற்ற விவாதத்தின் போது பல்வேறு கருத்துக்கள் முன்வைக்கப்பட்டன. இது தொடர்பாக மேலும் தெரியவருவதாவது, மக்களின் நலன் கருதி எடுக்கப்படும் நடவடிக்கைகள் குறித்து உரிய அதிகாரிகள் விளக்கமளித்தனர். மாவட்ட மட்டத்தில் நடைபெறும் அபிவிருத்தி பணிகள் விரைவுபடுத்தப்படும் எனவும் குறிப்பிடப்பட்டது. பொதுமக்களின் பங்களிப்புடன் இந்த வேலைத்திட்டங்கள் முன்னெடுக்கப்படும். இதேவேளை, பிரதேச செயலகங்களில் இடம்பெற்ற கூட்டங்களில் அதிகாரிகள் கலந்துகொண்டனர். bbox=[3, 1994, 121, 2066]
article-body bbox=[253, 1431, 371, 1870]
article-byline: (முதல்வகுதி தொடர்ச்சி) bbox=[3, 1372, 121, 1378]
article bbox=[378, 1953, 496, 2392]
article-paragraph: இலங்கை அரசாங்கத்தின் புதிய திட்டங்கள் தொடர்பாக நாடாளுமன்றத்தில் நேற்று நடைபெற்ற விவாதத்தின் போது பல்வேறு கருத்துக்கள் முன்வைக்கப்பட்டன. இது தொடர்பாக மேலும் தெரியவருவதாவது, மக்களின் நலன் கருதி எடுக்கப்படும் நடவடிக்கைகள் குறித்து உரிய அதிகாரிகள் விளக்கமளித்தனர். மாவட்ட மட்டத்தில் நடைபெறும் அபிவிருத்தி பணிகள் விரைவுபடுத்தப்படும் எனவும் குறிப்பிடப்பட்டது. பொதுமக்களின் பங்களிப்புடன் இந்த வேலைத்திட்டங்கள் முன்னெடுக்கப்படும். இதேவேளை, பிரதேச செயலகங்களில் இடம்பெற்ற கூட்டங்களில் அதிகாரிகள் கலந்துகொண்டனர். bbox=[3, 1453, 121, 1525]
article bbox=[3, 1038, 121, 1352]
article-paragraph: இலங்கை அரசாங்கத்தின் புதிய திட்டங்கள் தொடர்பாக நாடாளுமன்றத்தில் நேற்று நடைபெற்ற விவாதத்தின் போது பல்வேறு கருத்துக்கள் முன்வைக்கப்பட்டன. இது தொடர்பாக மேலும் தெரியவருவதாவது, மக்களின் நலன் கருதி எடுக்கப்படும் நடவடிக்கைகள் குறித்து உரிய அதிகாரிகள் விளக்கமளித்தனர். மாவட்ட மட்டத்தில் நடைபெறும் அபிவிருத்தி பணிகள் விரைவுபடுத்தப்படும் எனவும் குறிப்பிடப்பட்டது. பொதுமக்களின் பங்களிப்புடன் இந்த வேலைத்திட்டங்கள் முன்னெடுக்கப்படும். இதேவேளை, பிரதேச செயலகங்களில் இடம்பெற்ற கூட்டங்களில் அதிகாரிகள் கலந்துகொண்டனர். bbox=[253, 2119, 371, 2191]
column-2 bbox=[128, 30, 246, 768]
article-headline: கொலையாளிக்கு... bbox=[3, 30, 121, 43]
article-paragraph: இலங்கை அரசாங்கத்தின் புதிய திட்டங்கள் தொடர்பாக நாடாளுமன்றத்தில் நேற்று நடைபெற்ற விவாதத்தின் போது பல்வேறு கருத்துக்கள் முன்வைக்கப்பட்டன. இது தொடர்பாக மேலும் தெரியவருவதாவது, மக்களின் நலன் கருதி எடுக்கப்படும் நடவடிக்கைகள் குறித்து உரிய அதிகாரிகள் விளக்கமளித்தனர். மாவட்ட மட்டத்தில் நடைபெறும் அபிவிருத்தி பணிகள் விரைவுபடுத்தப்படும் எனவும் குறிப்பிடப்பட்டது. பொதுமக்களின் பங்களிப்புடன் இந்த வேலைத்திட்டங்கள் முன்னெடுக்கப்படும். இதேவேளை, பிரதேச செயலகங்களில் இடம்பெற்ற கூட்டங்களில் அதிகாரிகள் கலந்துகொண்டனர். bbox=[378, 1655, 496, 1727]
article-paragraph: இலங்கை அரசாங்கத்தின் புதிய திட்டங்கள் தொடர்பாக நாடாளுமன்றத்தில் நேற்று நடைபெற்ற விவாதத்தின் போது பல்வேறு கருத்துக்கள் முன்வைக்கப்பட்டன. இது தொடர்பாக மேலும் தெரியவருவதாவது, மக்களின் நலன் கருதி எடுக்கப்படும் நடவடிக்கைகள் குறித்து உரிய அதிகாரிகள் விளக்கமளித்தனர். மாவட்ட மட்டத்தில் நடைபெறும் அபிவிருத்தி பணிகள் விரைவுபடுத்தப்படும் எனவும் குறிப்பிடப்பட்டது. பொதுமக்களின் பங்களிப்புடன் இந்த வேலைத்திட்டங்கள் முன்னெடுக்கப்படும். இதேவேளை, பிரதேச செயலகங்களில் இடம்பெற்ற கூட்டங்களில் அதிகாரிகள் கலந்துகொண்டனர். bbox=[378, 2174, 496, 2246]
article-paragraph: இலங்கை அரசாங்கத்தின் புதிய திட்டங்கள் தொடர்பாக நாடாளுமன்றத்தில் நேற்று நடைபெற்ற விவாதத்தின் போது பல்வேறு கருத்துக்கள் முன்வைக்கப்பட்டன. இது தொடர்பாக மேலும் தெரியவருவதாவது, மக்களின் நலன் கருதி எடுக்கப்படும் நடவடிக்கைகள் குறித்து உரிய அதிகாரிகள் விளக்கமளித்தனர். மாவட்ட மட்டத்தில் நடைபெறும் அபிவிருத்தி பணிகள் விரைவுபடுத்தப்படும் எனவும் குறிப்பிடப்பட்டது. பொதுமக்களின் பங்களிப்புடன் இந்த வேலைத்திட்டங்கள் முன்னெடுக்கப்படும். இதேவேளை, பிரதேச செயலகங்களில் இடம்பெற்ற கூட்டங்களில் அதிகாரிகள் கலந்துகொண்டனர். bbox=[253, 2045, 371, 2117]
article bbox=[3, 30, 121, 712]
article-paragraph: இலங்கை அரசாங்கத்தின் புதிய திட்டங்கள் தொடர்பாக நாடாளுமன்றத்தில் நேற்று நடைபெற்ற விவாதத்தின் போது பல்வேறு கருத்துக்கள் முன்வைக்கப்பட்டன. இது தொடர்பாக மேலும் தெரியவருவதாவது, மக்களின் நலன் கருதி எடுக்கப்படும் நடவடிக்கைகள் குறித்து உரிய அதிகாரிகள் விளக்கமளித்தனர். மாவட்ட மட்டத்தில் நடைபெறும் அபிவிருத்தி பணிகள் விரைவுபடுத்தப்படும் எனவும் குறிப்பிடப்பட்டது. பொதுமக்களின் பங்களிப்புடன் இந்த வேலைத்திட்டங்கள் முன்னெடுக்கப்படும். இதேவேளை, பிரதேச செயலகங்களில் இடம்பெற்ற கூட்டங்களில் அதிகாரிகள் கலந்துகொண்டனர். bbox=[253, 1111, 371, 1183]
column-rule bbox=[124, 30, 125, 768]
article-paragraph: இலங்கை அரசாங்கத்தின் புதிய திட்டங்கள் தொடர்பாக நாடாளுமன்றத்தில் நேற்று நடைபெற்ற விவாதத்தின் போது பல்வேறு கருத்துக்கள் முன்வைக்கப்பட்டன. இது தொடர்பாக மேலும் தெரியவருவதாவது, மக்களின் நலன் கருதி எடுக்கப்படும் நடவடிக்கைகள் குறித்து உரிய அதிகாரிகள் விளக்கமளித்தனர். மாவட்ட மட்டத்தில் நடைபெறும் அபிவிருத்தி பணிகள் விரைவுபடுத்தப்படும் எனவும் குறிப்பிடப்பட்டது. பொதுமக்களின் பங்களிப்புடன் இந்த வேலைத்திட்டங்கள் முன்னெடுக்கப்படும். இதேவேளை, பிரதேச செயலகங்களில் இடம்பெற்ற கூட்டங்களில் அதிகாரிகள் கலந்துகொண்டனர். bbox=[378, 916, 496, 988]
article-paragraph: இலங்கை அரசாங்கத்தின் புதிய திட்டங்கள் தொடர்பாக நாடாளுமன்றத்தில் நேற்று நடைபெற்ற விவாதத்தின் போது பல்வேறு கருத்துக்கள் முன்வைக்கப்பட்டன. இது தொடர்பாக மேலும் தெரியவருவதாவது, மக்களின் நலன் கருதி எடுக்கப்படும் நடவடிக்கைகள் குறித்து உரிய அதிகாரிகள் விளக்கமளித்தனர். மாவட்ட மட்டத்தில் நடைபெறும் அபிவிருத்தி பணிகள் விரைவுபடுத்தப்படும் எனவும் குறிப்பிடப்பட்டது. பொதுமக்களின் பங்களிப்புடன் இந்த வேலைத்திட்டங்கள் முன்னெடுக்கப்படும். இதேவேளை, பிரதேச செயலகங்களில் இடம்பெற்ற கூட்டங்களில் அதிகாரிகள் கலந்துகொண்டனர். bbox=[128, 1365, 246, 1437]
article-paragraph: இலங்கை அரசாங்கத்தின் புதிய திட்டங்கள் தொடர்பாக நாடாளுமன்றத்தில் நேற்று நடைபெற்ற விவாதத்தின் போது பல்வேறு கருத்துக்கள் முன்வைக்கப்பட்டன. இது தொடர்பாக மேலும் தெரியவருவதாவது, மக்களின் நலன் கருதி எடுக்கப்படும் நடவடிக்கைகள் குறித்து உரிய அதிகாரிகள் விளக்கமளித்தனர். மாவட்ட மட்டத்தில் நடைபெறும் அபிவிருத்தி பணிகள் விரைவுபடுத்தப்படும் எனவும் குறிப்பிடப்பட்டது. பொதுமக்களின் பங்களிப்புடன் இந்த வேலைத்திட்டங்கள் முன்னெடுக்கப்படும். இதேவேளை, பிரதேச செயலகங்களில் இடம்பெற்ற கூட்டங்களில் அதிகாரிகள் கலந்துகொண்டனர். bbox=[3, 273, 121, 345]
article-paragraph: இலங்கை அரசாங்கத்தின் புதிய திட்டங்கள் தொடர்பாக நாடாளுமன்றத்தில் நேற்று நடைபெற்ற விவாதத்தின் போது பல்வேறு கருத்துக்கள் முன்வைக்கப்பட்டன. இது தொடர்பாக மேலும் தெரியவருவதாவது, மக்களின் நலன் கருதி எடுக்கப்படும் நடவடிக்கைகள் குறித்து உரிய அதிகாரிகள் விளக்கமளித்தனர். மாவட்ட மட்டத்தில் நடைபெறும் அபிவிருத்தி பணிகள் விரைவுபடுத்தப்படும் எனவும் குறிப்பிடப்பட்டது. பொதுமக்களின் பங்களிப்புடன் இந்த வேலைத்திட்டங்கள் முன்னெடுக்கப்படும். இதேவேளை, பிரதேச செயலகங்களில் இடம்பெற்ற கூட்டங்களில் அதிகாரிகள் கலந்துகொண்டனர். bbox=[253, 791, 371, 863]
article bbox=[128, 1218, 246, 1878]
article bbox=[378, 1288, 496, 1948]
article-paragraph: இலங்கை அரசாங்கத்தின் புதிய திட்டங்கள் தொடர்பாக நாடாளுமன்றத்தில் நேற்று நடைபெற்ற விவாதத்தின் போது பல்வேறு கருத்துக்கள் முன்வைக்கப்பட்டன. இது தொடர்பாக மேலும் தெரியவருவதாவது, மக்களின் நலன் கருதி எடுக்கப்படும் நடவடிக்கைகள் குறித்து உரிய அதிகாரிகள் விளக்கமளித்தனர். மாவட்ட மட்டத்தில் நடைபெறும் அபிவிருத்தி பணிகள் விரைவுபடுத்தப்படும் எனவும் குறிப்பிடப்பட்டது. பொதுமக்களின் பங்களிப்புடன் இந்த வேலைத்திட்டங்கள் முன்னெடுக்கப்படும். இதேவேளை, பிரதேச செயலகங்களில் இடம்பெற்ற கூட்டங்களில் அதிகாரிகள் கலந்துகொண்டனர். bbox=[253, 251, 371, 323]
article-paragraph: இலங்கை அரசாங்கத்தின் புதிய திட்டங்கள் தொடர்பாக நாடாளுமன்றத்தில் நேற்று நடைபெற்ற விவாதத்தின் போது பல்வேறு கருத்துக்கள் முன்வைக்கப்பட்டன. இது தொடர்பாக மேலும் தெரியவருவதாவது, மக்களின் நலன் கருதி எடுக்கப்படும் நடவடிக்கைகள் குறித்து உரிய அதிகாரிகள் விளக்கமளித்தனர். மாவட்ட மட்டத்தில் நடைபெறும் அபிவிருத்தி பணிகள் விரைவுபடுத்தப்படும் எனவும் குறிப்பிடப்பட்டது. பொதுமக்களின் பங்களிப்புடன் இந்த வேலைத்திட்டங்கள் முன்னெடுக்கப்படும். இதேவேளை, பிரதேச செயலகங்களில் இடம்பெற்ற கூட்டங்களில் அதிகாரிகள் கலந்துகொண்டனர். bbox=[378, 1288, 496, 1360]
article-byline: (முதல்வகுதி தொடர்ச்சி) bbox=[3, 732, 121, 738]
article-paragraph: இலங்கை அரசாங்கத்தின் புதிய திட்டங்கள் தொடர்பாக நாடாளுமன்றத்தில் நேற்று நடைபெற்ற விவாதத்தின் போது பல்வேறு கருத்துக்கள் முன்வைக்கப்பட்டன. இது தொடர்பாக மேலும் தெரியவருவதாவது, மக்களின் நலன் கருதி எடுக்கப்படும் நடவடிக்கைகள் குறித்து உரிய அதிகாரிகள் விளக்கமளித்தனர். மாவட்ட மட்டத்தில் நடைபெறும் அபிவிருத்தி பணிகள் விரைவுபடுத்தப்படும் எனவும் குறிப்பிடப்பட்டது. பொதுமக்களின் பங்களிப்புடன் இந்த வேலைத்திட்டங்கள் முன்னெடுக்கப்படும். இதேவேளை, பிரதேச செயலகங்களில் இடம்பெற்ற கூட்டங்களில் அதிகாரிகள் கலந்துகொண்டனர். bbox=[3, 52, 121, 124]
article-paragraph: இலங்கை அரசாங்கத்தின் புதிய திட்டங்கள் தொடர்பாக நாடாளுமன்றத்தில் நேற்று நடைபெற்ற விவாதத்தின் போது பல்வேறு கருத்துக்கள் முன்வைக்கப்பட்டன. இது தொடர்பாக மேலும் தெரியவருவதாவது, மக்களின் நலன் கருதி எடுக்கப்படும் நடவடிக்கைகள் குறித்து உரிய அதிகாரிகள் விளக்கமளித்தனர். மாவட்ட மட்டத்தில் நடைபெறும் அபிவிருத்தி பணிகள் விரைவுபடுத்தப்படும் எனவும் குறிப்பிடப்பட்டது. பொதுமக்களின் பங்களிப்புடன் இந்த வேலைத்திட்டங்கள் முன்னெடுக்கப்படும். இதேவேளை, பிரதேச செயலகங்களில் இடம்பெற்ற கூட்டங்களில் அதிகாரிகள் கலந்துகொண்டனர். bbox=[128, 177, 246, 249]
article-paragraph: இலங்கை அரசாங்கத்தின் புதிய திட்டங்கள் தொடர்பாக நாடாளுமன்றத்தில் நேற்று நடைபெற்ற விவாதத்தின் போது பல்வேறு கருத்துக்கள் முன்வைக்கப்பட்டன. இது தொடர்பாக மேலும் தெரியவருவதாவது, மக்களின் நலன் கருதி எடுக்கப்படும் நடவடிக்கைகள் குறித்து உரிய அதிகாரிகள் விளக்கமளித்தனர். மாவட்ட மட்டத்தில் நடைபெறும் அபிவிருத்தி பணிகள் விரைவுபடுத்தப்படும் எனவும் குறிப்பிடப்பட்டது. பொதுமக்களின் பங்களிப்புடன் இந்த வேலைத்திட்டங்கள் முன்னெடுக்கப்படும். இதேவேளை, பிரதேச செயலகங்களில் இடம்பெற்ற கூட்டங்களில் அதிகாரிகள் கலந்துகொண்டனர். bbox=[128, 1806, 246, 1878]
article bbox=[128, 920, 246, 1212]
article-body bbox=[128, 30, 246, 543]
article-body bbox=[3, 1626, 121, 2212]
article-headline: மாதான உதவி... bbox=[3, 1604, 121, 1617]
article-body bbox=[253, 30, 371, 396]
newspaper-page bbox=[0, 0, 499, 771]
